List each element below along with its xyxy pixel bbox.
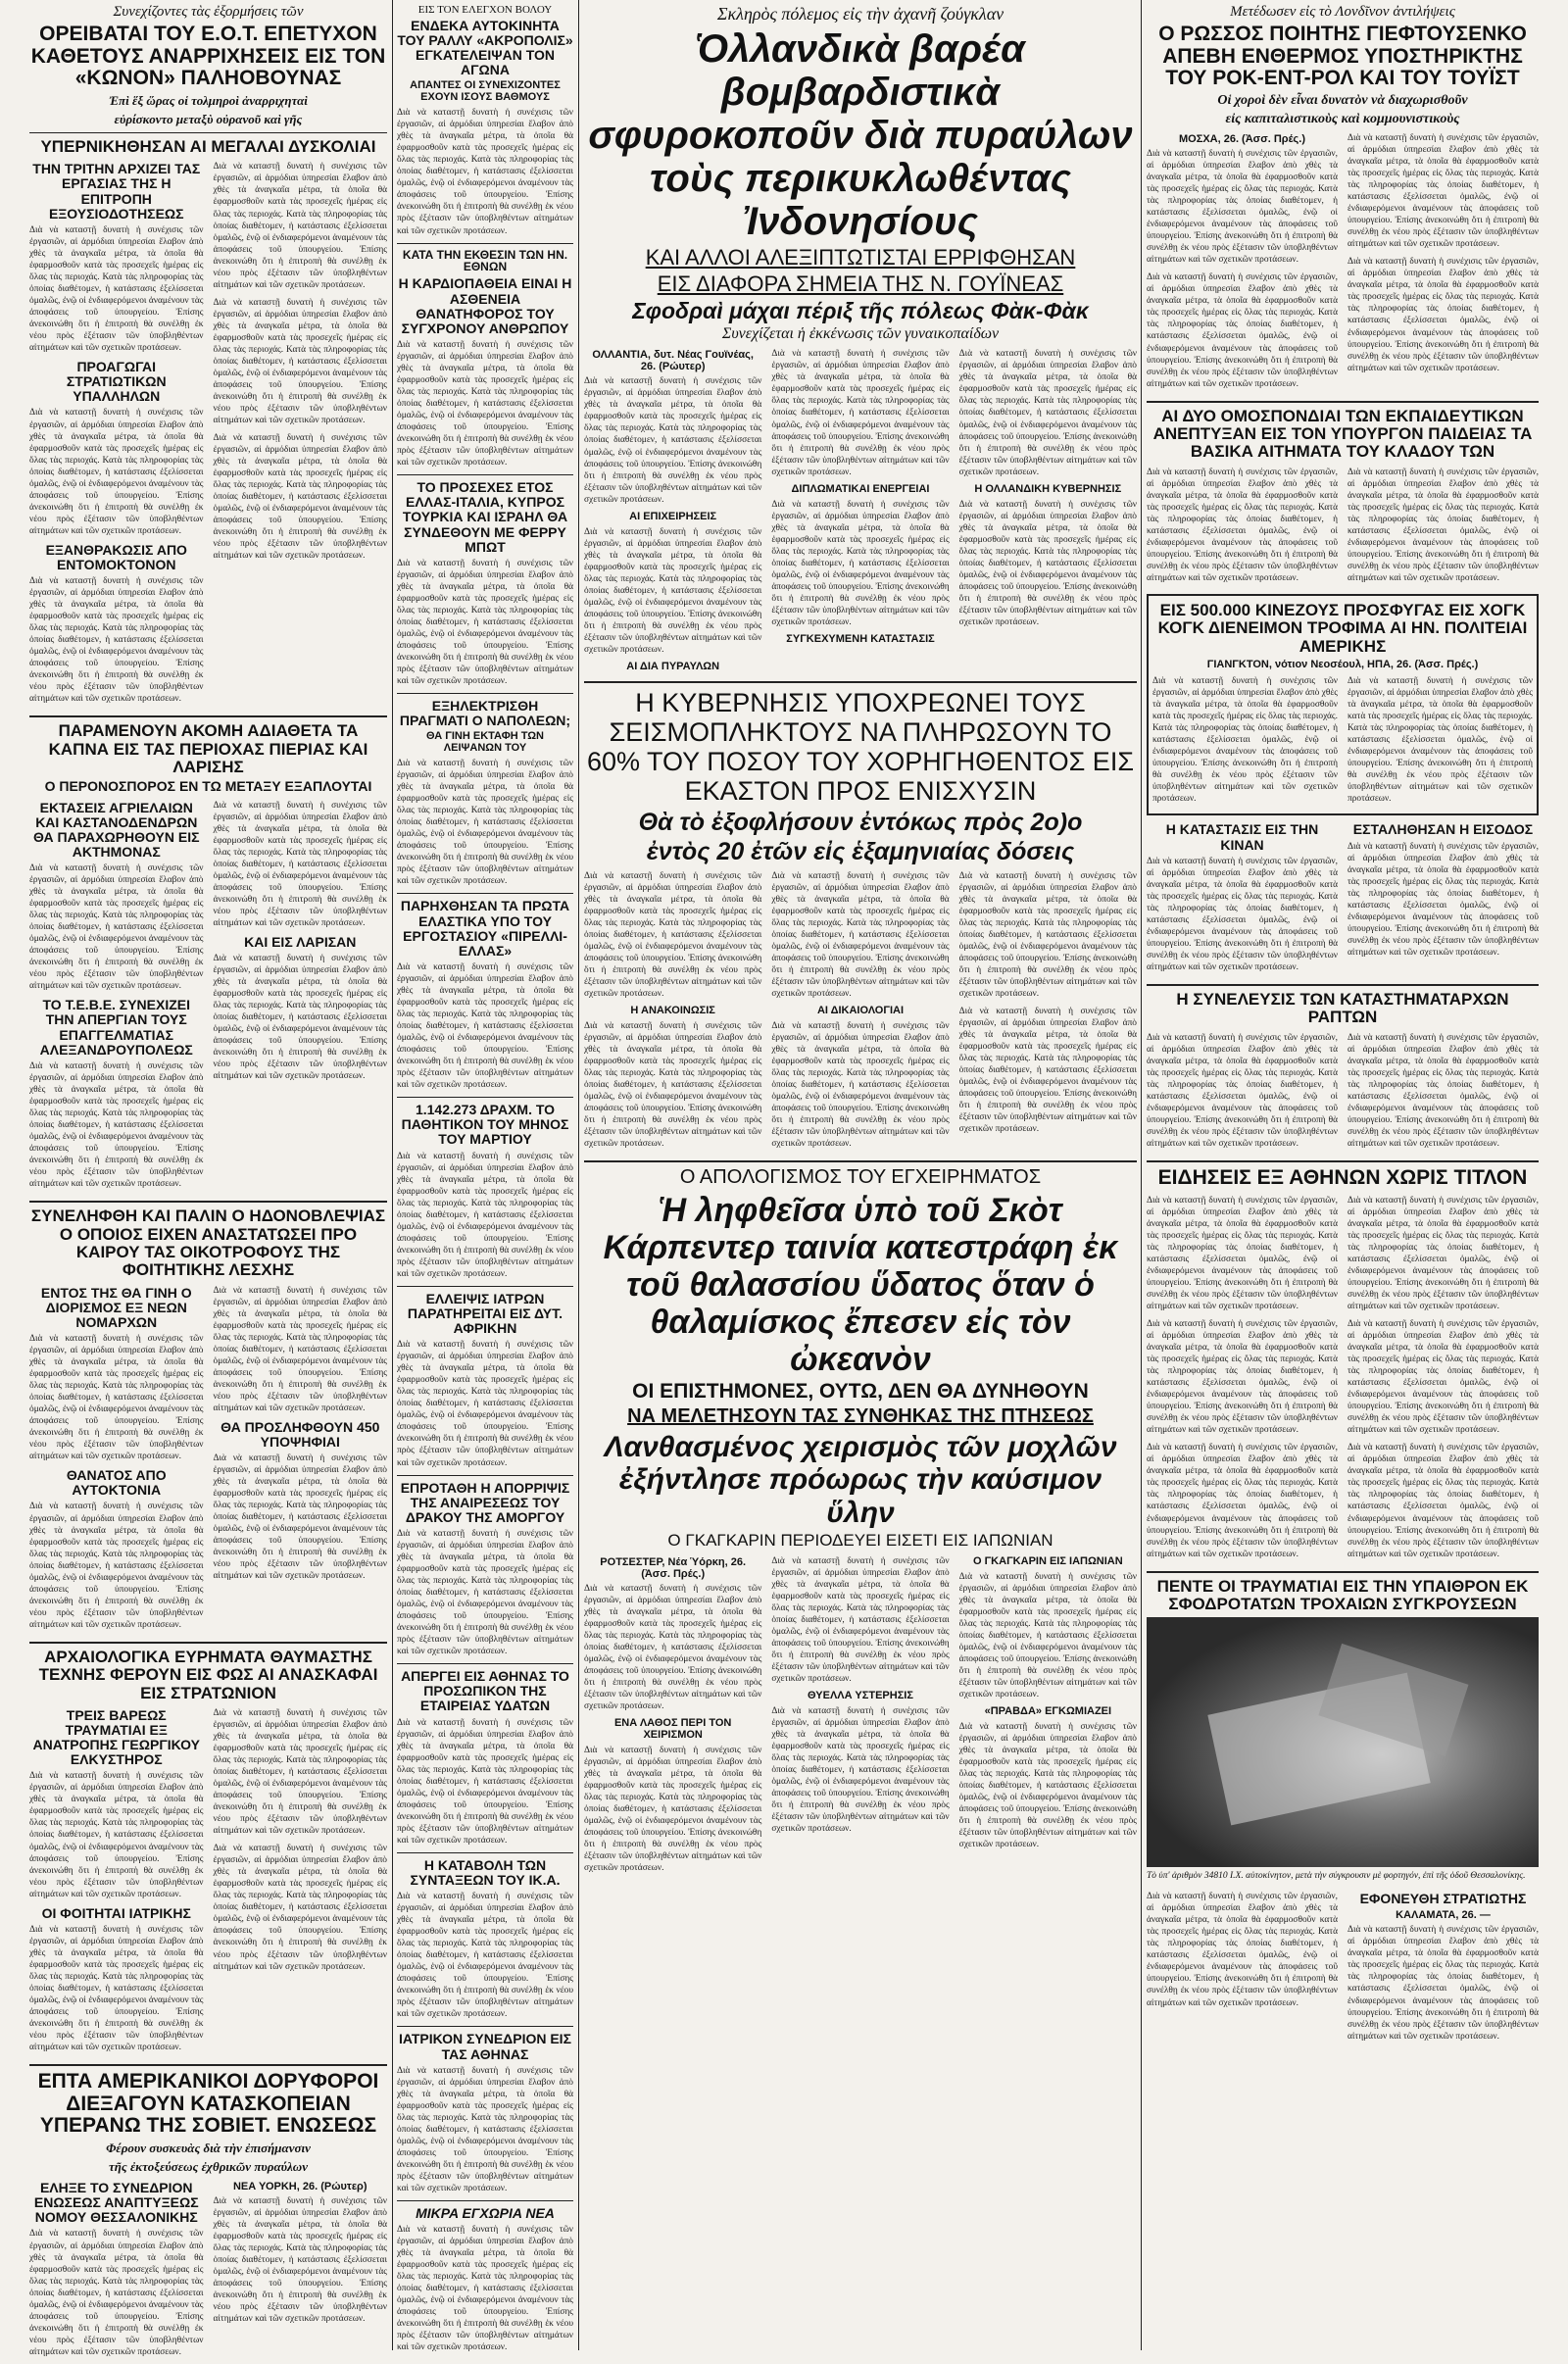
- section: [1147, 819, 1539, 979]
- subheadline: Ἐπὶ ἕξ ὥρας οἱ τολμηροὶ ἀναρριχηταὶ: [109, 93, 308, 109]
- article-body: Διὰ νὰ καταστῇ δυνατὴ ἡ συνέχισις τῶν ἐργασιῶν, αἱ ἁρμόδιαι ὑπηρεσίαι ἔλαβον ἀπὸ χθὲς τὰ ἀναγκαῖα μέτρα, τὰ ὁποῖα θὰ ἐφαρμοσθοῦν κατὰ τὰς προσεχεῖς ἡμέρας εἰς ὅλας τὰς περιοχάς. Κατὰ τὰς πληροφορίας τὰς ὁποίας διαθέτομεν, ἡ κατάστασις ἐξελίσσεται ὁμαλῶς, ἐνῷ οἱ ἐνδιαφερόμενοι ἀναμένουν τὰς ἀποφάσεις τοῦ ὑπουργείου. Ἐπίσης ἀνεκοινώθη ὅτι ἡ ἐπιτροπὴ θὰ συνέλθῃ ἐκ νέου πρὸς ἐξέτασιν τῶν ὑποβληθέντων αἰτημάτων καὶ τῶν σχετικῶν προτάσεων.: [397, 1717, 573, 1846]
- article-body: Διὰ νὰ καταστῇ δυνατὴ ἡ συνέχισις τῶν ἐργασιῶν, αἱ ἁρμόδιαι ὑπηρεσίαι ἔλαβον ἀπὸ χθὲς τὰ ἀναγκαῖα μέτρα, τὰ ὁποῖα θὰ ἐφαρμοσθοῦν κατὰ τὰς προσεχεῖς ἡμέρας εἰς ὅλας τὰς περιοχάς. Κατὰ τὰς πληροφορίας τὰς ὁποίας διαθέτομεν, ἡ κατάστασις ἐξελίσσεται ὁμαλῶς, ἐνῷ οἱ ἐνδιαφερόμενοι ἀναμένουν τὰς ἀποφάσεις τοῦ ὑπουργείου. Ἐπίσης ἀνεκοινώθη ὅτι ἡ ἐπιτροπὴ θὰ συνέλθῃ ἐκ νέου πρὸς ἐξέτασιν τῶν ὑποβληθέντων αἰτημάτων καὶ τῶν σχετικῶν προτάσεων.: [771, 1705, 950, 1835]
- article-title: ΕΙΔΗΣΕΙΣ ΕΞ ΑΘΗΝΩΝ ΧΩΡΙΣ ΤΙΤΛΟΝ: [1157, 1166, 1528, 1190]
- article-body: Διὰ νὰ καταστῇ δυνατὴ ἡ συνέχισις τῶν ἐργασιῶν, αἱ ἁρμόδιαι ὑπηρεσίαι ἔλαβον ἀπὸ χθὲς τὰ ἀναγκαῖα μέτρα, τὰ ὁποῖα θὰ ἐφαρμοσθοῦν κατὰ τὰς προσεχεῖς ἡμέρας εἰς ὅλας τὰς περιοχάς. Κατὰ τὰς πληροφορίας τὰς ὁποίας διαθέτομεν, ἡ κατάστασις ἐξελίσσεται ὁμαλῶς, ἐνῷ οἱ ἐνδιαφερόμενοι ἀναμένουν τὰς ἀποφάσεις τοῦ ὑπουργείου. Ἐπίσης ἀνεκοινώθη ὅτι ἡ ἐπιτροπὴ θὰ συνέλθῃ ἐκ νέου πρὸς ἐξέτασιν τῶν ὑποβληθέντων αἰτημάτων καὶ τῶν σχετικῶν προτάσεων.: [397, 1892, 573, 2020]
- article-body: Διὰ νὰ καταστῇ δυνατὴ ἡ συνέχισις τῶν ἐργασιῶν, αἱ ἁρμόδιαι ὑπηρεσίαι ἔλαβον ἀπὸ χθὲς τὰ ἀναγκαῖα μέτρα, τὰ ὁποῖα θὰ ἐφαρμοσθοῦν κατὰ τὰς προσεχεῖς ἡμέρας εἰς ὅλας τὰς περιοχάς. Κατὰ τὰς πληροφορίας τὰς ὁποίας διαθέτομεν, ἡ κατάστασις ἐξελίσσεται ὁμαλῶς, ἐνῷ οἱ ἐνδιαφερόμενοι ἀναμένουν τὰς ἀποφάσεις τοῦ ὑπουργείου. Ἐπίσης ἀνεκοινώθη ὅτι ἡ ἐπιτροπὴ θὰ συνέλθῃ ἐκ νέου πρὸς ἐξέτασιν τῶν ὑποβληθέντων αἰτημάτων καὶ τῶν σχετικῶν προτάσεων.: [1348, 1925, 1539, 2042]
- section: [1147, 465, 1539, 590]
- divider: [397, 243, 573, 244]
- subheadline: ΕΙΣ ΔΙΑΦΟΡΑ ΣΗΜΕΙΑ ΤΗΣ Ν. ΓΟΥΪΝΕΑΣ: [657, 271, 1064, 296]
- article-body: Διὰ νὰ καταστῇ δυνατὴ ἡ συνέχισις τῶν ἐργασιῶν, αἱ ἁρμόδιαι ὑπηρεσίαι ἔλαβον ἀπὸ χθὲς τὰ ἀναγκαῖα μέτρα, τὰ ὁποῖα θὰ ἐφαρμοσθοῦν κατὰ τὰς προσεχεῖς ἡμέρας εἰς ὅλας τὰς περιοχάς. Κατὰ τὰς πληροφορίας τὰς ὁποίας διαθέτομεν, ἡ κατάστασις ἐξελίσσεται ὁμαλῶς, ἐνῷ οἱ ἐνδιαφερόμενοι ἀναμένουν τὰς ἀποφάσεις τοῦ ὑπουργείου. Ἐπίσης ἀνεκοινώθη ὅτι ἡ ἐπιτροπὴ θὰ συνέλθῃ ἐκ νέου πρὸς ἐξέτασιν τῶν ὑποβληθέντων αἰτημάτων καὶ τῶν σχετικῶν προτάσεων.: [29, 1502, 204, 1630]
- article-title: ΠΑΡΑΜΕΝΟΥΝ ΑΚΟΜΗ ΑΔΙΑΘΕΤΑ ΤΑ ΚΑΠΝΑ ΕΙΣ ΤΑΣ ΠΕΡΙΟΧΑΣ ΠΙΕΡΙΑΣ ΚΑΙ ΛΑΡΙΣΗΣ: [48, 721, 368, 777]
- article-title: ΕΦΟΝΕΥΘΗ ΣΤΡΑΤΙΩΤΗΣ: [1359, 1891, 1527, 1907]
- divider: [397, 1663, 573, 1664]
- article-title: ΕΞΑΝΘΡΑΚΩΣΙΣ ΑΠΟ ΕΝΤΟΜΟΚΤΟΝΟΝ: [45, 541, 187, 572]
- article-subtitle: ΣΥΓΚΕΧΥΜΕΝΗ ΚΑΤΑΣΤΑΣΙΣ: [786, 632, 935, 645]
- article-body: Διὰ νὰ καταστῇ δυνατὴ ἡ συνέχισις τῶν ἐργασιῶν, αἱ ἁρμόδιαι ὑπηρεσίαι ἔλαβον ἀπὸ χθὲς τὰ ἀναγκαῖα μέτρα, τὰ ὁποῖα θὰ ἐφαρμοσθοῦν κατὰ τὰς προσεχεῖς ἡμέρας εἰς ὅλας τὰς περιοχάς. Κατὰ τὰς πληροφορίας τὰς ὁποίας διαθέτομεν, ἡ κατάστασις ἐξελίσσεται ὁμαλῶς, ἐνῷ οἱ ἐνδιαφερόμενοι ἀναμένουν τὰς ἀποφάσεις τοῦ ὑπουργείου. Ἐπίσης ἀνεκοινώθη ὅτι ἡ ἐπιτροπὴ θὰ συνέλθῃ ἐκ νέου πρὸς ἐξέτασιν τῶν ὑποβληθέντων αἰτημάτων καὶ τῶν σχετικῶν προτάσεων.: [397, 108, 573, 236]
- article-body: Διὰ νὰ καταστῇ δυνατὴ ἡ συνέχισις τῶν ἐργασιῶν, αἱ ἁρμόδιαι ὑπηρεσίαι ἔλαβον ἀπὸ χθὲς τὰ ἀναγκαῖα μέτρα, τὰ ὁποῖα θὰ ἐφαρμοσθοῦν κατὰ τὰς προσεχεῖς ἡμέρας εἰς ὅλας τὰς περιοχάς. Κατὰ τὰς πληροφορίας τὰς ὁποίας διαθέτομεν, ἡ κατάστασις ἐξελίσσεται ὁμαλῶς, ἐνῷ οἱ ἐνδιαφερόμενοι ἀναμένουν τὰς ἀποφάσεις τοῦ ὑπουργείου. Ἐπίσης ἀνεκοινώθη ὅτι ἡ ἐπιτροπὴ θὰ συνέλθῃ ἐκ νέου πρὸς ἐξέτασιν τῶν ὑποβληθέντων αἰτημάτων καὶ τῶν σχετικῶν προτάσεων.: [29, 408, 204, 536]
- article-title: ΣΥΝΕΛΗΦΘΗ ΚΑΙ ΠΑΛΙΝ Ο ΗΔΟΝΟΒΛΕΨΙΑΣ Ο ΟΠΟΙΟΣ ΕΙΧΕΝ ΑΝΑΣΤΑΤΩΣΕΙ ΠΡΟ ΚΑΙΡΟΥ ΤΑΣ ΟΙΚΟΤΡΟΦΟΥΣ ΤΗΣ ΦΟΙΤΗΤΙΚΗΣ ΛΕΣΧΗΣ: [30, 1207, 386, 1280]
- article-body: Διὰ νὰ καταστῇ δυνατὴ ἡ συνέχισις τῶν ἐργασιῶν, αἱ ἁρμόδιαι ὑπηρεσίαι ἔλαβον ἀπὸ χθὲς τὰ ἀναγκαῖα μέτρα, τὰ ὁποῖα θὰ ἐφαρμοσθοῦν κατὰ τὰς προσεχεῖς ἡμέρας εἰς ὅλας τὰς περιοχάς. Κατὰ τὰς πληροφορίας τὰς ὁποίας διαθέτομεν, ἡ κατάστασις ἐξελίσσεται ὁμαλῶς, ἐνῷ οἱ ἐνδιαφερόμενοι ἀναμένουν τὰς ἀποφάσεις τοῦ ὑπουργείου. Ἐπίσης ἀνεκοινώθη ὅτι ἡ ἐπιτροπὴ θὰ συνέλθῃ ἐκ νέου πρὸς ἐξέτασιν τῶν ὑποβληθέντων αἰτημάτων καὶ τῶν σχετικῶν προτάσεων.: [397, 339, 573, 468]
- divider: [397, 1475, 573, 1476]
- column-4: [1147, 0, 1539, 2350]
- article-title: ΕΛΗΞΕ ΤΟ ΣΥΝΕΔΡΙΟΝ ΕΝΩΣΕΩΣ ΑΝΑΠΤΥΞΕΩΣ ΝΟΜΟΥ ΘΕΣΣΑΛΟΝΙΚΗΣ: [33, 2180, 199, 2226]
- article-body: Διὰ νὰ καταστῇ δυνατὴ ἡ συνέχισις τῶν ἐργασιῶν, αἱ ἁρμόδιαι ὑπηρεσίαι ἔλαβον ἀπὸ χθὲς τὰ ἀναγκαῖα μέτρα, τὰ ὁποῖα θὰ ἐφαρμοσθοῦν κατὰ τὰς προσεχεῖς ἡμέρας εἰς ὅλας τὰς περιοχάς. Κατὰ τὰς πληροφορίας τὰς ὁποίας διαθέτομεν, ἡ κατάστασις ἐξελίσσεται ὁμαλῶς, ἐνῷ οἱ ἐνδιαφερόμενοι ἀναμένουν τὰς ἀποφάσεις τοῦ ὑπουργείου. Ἐπίσης ἀνεκοινώθη ὅτι ἡ ἐπιτροπὴ θὰ συνέλθῃ ἐκ νέου πρὸς ἐξέτασιν τῶν ὑποβληθέντων αἰτημάτων καὶ τῶν σχετικῶν προτάσεων.: [1348, 676, 1533, 805]
- section: [1147, 1030, 1539, 1156]
- divider: [1147, 984, 1539, 986]
- divider: [397, 2026, 573, 2027]
- divider: [29, 2064, 387, 2066]
- divider: [29, 1642, 387, 1644]
- section: [29, 1705, 387, 2059]
- divider: [397, 2200, 573, 2201]
- article-body: Διὰ νὰ καταστῇ δυνατὴ ἡ συνέχισις τῶν ἐργασιῶν, αἱ ἁρμόδιαι ὑπηρεσίαι ἔλαβον ἀπὸ χθὲς τὰ ἀναγκαῖα μέτρα, τὰ ὁποῖα θὰ ἐφαρμοσθοῦν κατὰ τὰς προσεχεῖς ἡμέρας εἰς ὅλας τὰς περιοχάς. Κατὰ τὰς πληροφορίας τὰς ὁποίας διαθέτομεν, ἡ κατάστασις ἐξελίσσεται ὁμαλῶς, ἐνῷ οἱ ἐνδιαφερόμενοι ἀναμένουν τὰς ἀποφάσεις τοῦ ὑπουργείου. Ἐπίσης ἀνεκοινώθη ὅτι ἡ ἐπιτροπὴ θὰ συνέλθῃ ἐκ νέου πρὸς ἐξέτασιν τῶν ὑποβληθέντων αἰτημάτων καὶ τῶν σχετικῶν προτάσεων.: [213, 1453, 387, 1582]
- subheadline: ΟΙ ΕΠΙΣΤΗΜΟΝΕΣ, ΟΥΤΩ, ΔΕΝ ΘΑ ΔΥΝΗΘΟΥΝ: [632, 1380, 1089, 1404]
- divider: [397, 1852, 573, 1853]
- divider: [29, 132, 387, 133]
- article-body: Διὰ νὰ καταστῇ δυνατὴ ἡ συνέχισις τῶν ἐργασιῶν, αἱ ἁρμόδιαι ὑπηρεσίαι ἔλαβον ἀπὸ χθὲς τὰ ἀναγκαῖα μέτρα, τὰ ὁποῖα θὰ ἐφαρμοσθοῦν κατὰ τὰς προσεχεῖς ἡμέρας εἰς ὅλας τὰς περιοχάς. Κατὰ τὰς πληροφορίας τὰς ὁποίας διαθέτομεν, ἡ κατάστασις ἐξελίσσεται ὁμαλῶς, ἐνῷ οἱ ἐνδιαφερόμενοι ἀναμένουν τὰς ἀποφάσεις τοῦ ὑπουργείου. Ἐπίσης ἀνεκοινώθη ὅτι ἡ ἐπιτροπὴ θὰ συνέλθῃ ἐκ νέου πρὸς ἐξέτασιν τῶν ὑποβληθέντων αἰτημάτων καὶ τῶν σχετικῶν προτάσεων.: [1348, 1195, 1539, 1311]
- divider: [584, 681, 1137, 683]
- article-body: Διὰ νὰ καταστῇ δυνατὴ ἡ συνέχισις τῶν ἐργασιῶν, αἱ ἁρμόδιαι ὑπηρεσίαι ἔλαβον ἀπὸ χθὲς τὰ ἀναγκαῖα μέτρα, τὰ ὁποῖα θὰ ἐφαρμοσθοῦν κατὰ τὰς προσεχεῖς ἡμέρας εἰς ὅλας τὰς περιοχάς. Κατὰ τὰς πληροφορίας τὰς ὁποίας διαθέτομεν, ἡ κατάστασις ἐξελίσσεται ὁμαλῶς, ἐνῷ οἱ ἐνδιαφερόμενοι ἀναμένουν τὰς ἀποφάσεις τοῦ ὑπουργείου. Ἐπίσης ἀνεκοινώθη ὅτι ἡ ἐπιτροπὴ θὰ συνέλθῃ ἐκ νέου πρὸς ἐξέτασιν τῶν ὑποβληθέντων αἰτημάτων καὶ τῶν σχετικῶν προτάσεων.: [213, 297, 387, 426]
- article-body: Διὰ νὰ καταστῇ δυνατὴ ἡ συνέχισις τῶν ἐργασιῶν, αἱ ἁρμόδιαι ὑπηρεσίαι ἔλαβον ἀπὸ χθὲς τὰ ἀναγκαῖα μέτρα, τὰ ὁποῖα θὰ ἐφαρμοσθοῦν κατὰ τὰς προσεχεῖς ἡμέρας εἰς ὅλας τὰς περιοχάς. Κατὰ τὰς πληροφορίας τὰς ὁποίας διαθέτομεν, ἡ κατάστασις ἐξελίσσεται ὁμαλῶς, ἐνῷ οἱ ἐνδιαφερόμενοι ἀναμένουν τὰς ἀποφάσεις τοῦ ὑπουργείου. Ἐπίσης ἀνεκοινώθη ὅτι ἡ ἐπιτροπὴ θὰ συνέλθῃ ἐκ νέου πρὸς ἐξέτασιν τῶν ὑποβληθέντων αἰτημάτων καὶ τῶν σχετικῶν προτάσεων.: [1348, 133, 1539, 250]
- boxed-article: [1147, 594, 1539, 815]
- article-body: Διὰ νὰ καταστῇ δυνατὴ ἡ συνέχισις τῶν ἐργασιῶν, αἱ ἁρμόδιαι ὑπηρεσίαι ἔλαβον ἀπὸ χθὲς τὰ ἀναγκαῖα μέτρα, τὰ ὁποῖα θὰ ἐφαρμοσθοῦν κατὰ τὰς προσεχεῖς ἡμέρας εἰς ὅλας τὰς περιοχάς. Κατὰ τὰς πληροφορίας τὰς ὁποίας διαθέτομεν, ἡ κατάστασις ἐξελίσσεται ὁμαλῶς, ἐνῷ οἱ ἐνδιαφερόμενοι ἀναμένουν τὰς ἀποφάσεις τοῦ ὑπουργείου. Ἐπίσης ἀνεκοινώθη ὅτι ἡ ἐπιτροπὴ θὰ συνέλθῃ ἐκ νέου πρὸς ἐξέτασιν τῶν ὑποβληθέντων αἰτημάτων καὶ τῶν σχετικῶν προτάσεων.: [397, 2065, 573, 2193]
- article-body: Διὰ νὰ καταστῇ δυνατὴ ἡ συνέχισις τῶν ἐργασιῶν, αἱ ἁρμόδιαι ὑπηρεσίαι ἔλαβον ἀπὸ χθὲς τὰ ἀναγκαῖα μέτρα, τὰ ὁποῖα θὰ ἐφαρμοσθοῦν κατὰ τὰς προσεχεῖς ἡμέρας εἰς ὅλας τὰς περιοχάς. Κατὰ τὰς πληροφορίας τὰς ὁποίας διαθέτομεν, ἡ κατάστασις ἐξελίσσεται ὁμαλῶς, ἐνῷ οἱ ἐνδιαφερόμενοι ἀναμένουν τὰς ἀποφάσεις τοῦ ὑπουργείου. Ἐπίσης ἀνεκοινώθη ὅτι ἡ ἐπιτροπὴ θὰ συνέλθῃ ἐκ νέου πρὸς ἐξέτασιν τῶν ὑποβληθέντων αἰτημάτων καὶ τῶν σχετικῶν προτάσεων.: [397, 961, 573, 1091]
- article-body: Διὰ νὰ καταστῇ δυνατὴ ἡ συνέχισις τῶν ἐργασιῶν, αἱ ἁρμόδιαι ὑπηρεσίαι ἔλαβον ἀπὸ χθὲς τὰ ἀναγκαῖα μέτρα, τὰ ὁποῖα θὰ ἐφαρμοσθοῦν κατὰ τὰς προσεχεῖς ἡμέρας εἰς ὅλας τὰς περιοχάς. Κατὰ τὰς πληροφορίας τὰς ὁποίας διαθέτομεν, ἡ κατάστασις ἐξελίσσεται ὁμαλῶς, ἐνῷ οἱ ἐνδιαφερόμενοι ἀναμένουν τὰς ἀποφάσεις τοῦ ὑπουργείου. Ἐπίσης ἀνεκοινώθη ὅτι ἡ ἐπιτροπὴ θὰ συνέλθῃ ἐκ νέου πρὸς ἐξέτασιν τῶν ὑποβληθέντων αἰτημάτων καὶ τῶν σχετικῶν προτάσεων.: [213, 162, 387, 290]
- article-title: ΑΠΕΡΓΕΙ ΕΙΣ ΑΘΗΝΑΣ ΤΟ ΠΡΟΣΩΠΙΚΟΝ ΤΗΣ ΕΤΑΙΡΕΙΑΣ ΥΔΑΤΩΝ: [401, 1668, 569, 1714]
- divider: [397, 693, 573, 694]
- article-subtitle: ΑΙ ΔΙΚΑΙΟΛΟΓΙΑΙ: [816, 1005, 905, 1017]
- article-body: Διὰ νὰ καταστῇ δυνατὴ ἡ συνέχισις τῶν ἐργασιῶν, αἱ ἁρμόδιαι ὑπηρεσίαι ἔλαβον ἀπὸ χθὲς τὰ ἀναγκαῖα μέτρα, τὰ ὁποῖα θὰ ἐφαρμοσθοῦν κατὰ τὰς προσεχεῖς ἡμέρας εἰς ὅλας τὰς περιοχάς. Κατὰ τὰς πληροφορίας τὰς ὁποίας διαθέτομεν, ἡ κατάστασις ἐξελίσσεται ὁμαλῶς, ἐνῷ οἱ ἐνδιαφερόμενοι ἀναμένουν τὰς ἀποφάσεις τοῦ ὑπουργείου. Ἐπίσης ἀνεκοινώθη ὅτι ἡ ἐπιτροπὴ θὰ συνέλθῃ ἐκ νέου πρὸς ἐξέτασιν τῶν ὑποβληθέντων αἰτημάτων καὶ τῶν σχετικῶν προτάσεων.: [1147, 272, 1338, 389]
- subheadline: Σφοδραὶ μάχαι πέριξ τῆς πόλεως Φὰκ-Φὰκ: [632, 297, 1089, 323]
- dateline: ΜΟΣΧΑ, 26. (Ἀσσ. Πρές.): [1179, 133, 1305, 146]
- article-body: Διὰ νὰ καταστῇ δυνατὴ ἡ συνέχισις τῶν ἐργασιῶν, αἱ ἁρμόδιαι ὑπηρεσίαι ἔλαβον ἀπὸ χθὲς τὰ ἀναγκαῖα μέτρα, τὰ ὁποῖα θὰ ἐφαρμοσθοῦν κατὰ τὰς προσεχεῖς ἡμέρας εἰς ὅλας τὰς περιοχάς. Κατὰ τὰς πληροφορίας τὰς ὁποίας διαθέτομεν, ἡ κατάστασις ἐξελίσσεται ὁμαλῶς, ἐνῷ οἱ ἐνδιαφερόμενοι ἀναμένουν τὰς ἀποφάσεις τοῦ ὑπουργείου. Ἐπίσης ἀνεκοινώθη ὅτι ἡ ἐπιτροπὴ θὰ συνέλθῃ ἐκ νέου πρὸς ἐξέτασιν τῶν ὑποβληθέντων αἰτημάτων καὶ τῶν σχετικῶν προτάσεων.: [1348, 1443, 1539, 1559]
- article-title: ΕΚΤΑΣΕΙΣ ΑΓΡΙΕΛΑΙΩΝ ΚΑΙ ΚΑΣΤΑΝΟΔΕΝΔΡΩΝ ΘΑ ΠΑΡΑΧΩΡΗΘΟΥΝ ΕΙΣ ΑΚΤΗΜΟΝΑΣ: [32, 799, 200, 860]
- article-body: Διὰ νὰ καταστῇ δυνατὴ ἡ συνέχισις τῶν ἐργασιῶν, αἱ ἁρμόδιαι ὑπηρεσίαι ἔλαβον ἀπὸ χθὲς τὰ ἀναγκαῖα μέτρα, τὰ ὁποῖα θὰ ἐφαρμοσθοῦν κατὰ τὰς προσεχεῖς ἡμέρας εἰς ὅλας τὰς περιοχάς. Κατὰ τὰς πληροφορίας τὰς ὁποίας διαθέτομεν, ἡ κατάστασις ἐξελίσσεται ὁμαλῶς, ἐνῷ οἱ ἐνδιαφερόμενοι ἀναμένουν τὰς ἀποφάσεις τοῦ ὑπουργείου. Ἐπίσης ἀνεκοινώθη ὅτι ἡ ἐπιτροπὴ θὰ συνέλθῃ ἐκ νέου πρὸς ἐξέτασιν τῶν ὑποβληθέντων αἰτημάτων καὶ τῶν σχετικῶν προτάσεων.: [1147, 1319, 1338, 1436]
- photo-caption: Τὸ ὑπ' ἀριθμὸν 34810 Ι.Χ. αὐτοκίνητον, μετὰ τὴν σύγκρουσιν μὲ φορτηγόν, ἐπὶ τῆς ὁδοῦ Θεσσαλονίκης.: [1147, 1871, 1526, 1882]
- article-subtitle: «ΠΡΑΒΔΑ» ΕΓΚΩΜΙΑΖΕΙ: [984, 1704, 1112, 1717]
- section: [1152, 673, 1533, 811]
- article-body: Διὰ νὰ καταστῇ δυνατὴ ἡ συνέχισις τῶν ἐργασιῶν, αἱ ἁρμόδιαι ὑπηρεσίαι ἔλαβον ἀπὸ χθὲς τὰ ἀναγκαῖα μέτρα, τὰ ὁποῖα θὰ ἐφαρμοσθοῦν κατὰ τὰς προσεχεῖς ἡμέρας εἰς ὅλας τὰς περιοχάς. Κατὰ τὰς πληροφορίας τὰς ὁποίας διαθέτομεν, ἡ κατάστασις ἐξελίσσεται ὁμαλῶς, ἐνῷ οἱ ἐνδιαφερόμενοι ἀναμένουν τὰς ἀποφάσεις τοῦ ὑπουργείου. Ἐπίσης ἀνεκοινώθη ὅτι ἡ ἐπιτροπὴ θὰ συνέλθῃ ἐκ νέου πρὸς ἐξέτασιν τῶν ὑποβληθέντων αἰτημάτων καὶ τῶν σχετικῶν προτάσεων.: [397, 1151, 573, 1279]
- article-title: ΤΗΝ ΤΡΙΤΗΝ ΑΡΧΙΖΕΙ ΤΑΣ ΕΡΓΑΣΙΑΣ ΤΗΣ Η ΕΠΙΤΡΟΠΗ ΕΞΟΥΣΙΟΔΟΤΗΣΕΩΣ: [32, 161, 201, 222]
- headline: Ο ΡΩΣΣΟΣ ΠΟΙΗΤΗΣ ΓΙΕΦΤΟΥΣΕΝΚΟ ΑΠΕΒΗ ΕΝΘΕΡΜΟΣ ΥΠΟΣΤΗΡΙΚΤΗΣ ΤΟΥ ΡΟΚ-ΕΝΤ-ΡΟΛ ΚΑΙ ΤΟΥ ΤΟΥΪΣΤ: [1158, 23, 1527, 90]
- article-subtitle: Η ΑΝΑΚΟΙΝΩΣΙΣ: [630, 1005, 715, 1017]
- article-body: Διὰ νὰ καταστῇ δυνατὴ ἡ συνέχισις τῶν ἐργασιῶν, αἱ ἁρμόδιαι ὑπηρεσίαι ἔλαβον ἀπὸ χθὲς τὰ ἀναγκαῖα μέτρα, τὰ ὁποῖα θὰ ἐφαρμοσθοῦν κατὰ τὰς προσεχεῖς ἡμέρας εἰς ὅλας τὰς περιοχάς. Κατὰ τὰς πληροφορίας τὰς ὁποίας διαθέτομεν, ἡ κατάστασις ἐξελίσσεται ὁμαλῶς, ἐνῷ οἱ ἐνδιαφερόμενοι ἀναμένουν τὰς ἀποφάσεις τοῦ ὑπουργείου. Ἐπίσης ἀνεκοινώθη ὅτι ἡ ἐπιτροπὴ θὰ συνέλθῃ ἐκ νέου πρὸς ἐξέτασιν τῶν ὑποβληθέντων αἰτημάτων καὶ τῶν σχετικῶν προτάσεων.: [29, 1924, 204, 2053]
- article-title: ΜΙΚΡΑ ΕΓΧΩΡΙΑ ΝΕΑ: [416, 2205, 555, 2222]
- kicker: Συνεχίζοντες τὰς ἐξορμήσεις τῶν: [113, 4, 304, 20]
- headline: Ἡ ληφθεῖσα ὑπὸ τοῦ Σκὸτ Κάρπεντερ ταινία κατεστράφη ἐκ τοῦ θαλασσίου ὕδατος ὅταν ὁ θαλαμίσκος ἔπεσεν εἰς τὸν ὠκεανὸν: [603, 1191, 1118, 1379]
- section: [29, 1283, 387, 1637]
- article-subtitle: ΔΙΠΛΩΜΑΤΙΚΑΙ ΕΝΕΡΓΕΙΑΙ: [791, 482, 930, 495]
- article-title: ΘΑΝΑΤΟΣ ΑΠΟ ΑΥΤΟΚΤΟΝΙΑ: [66, 1467, 167, 1499]
- headline: Ὁλλανδικὰ βαρέα βομβαρδιστικὰ σφυροκοποῦν διὰ πυραύλων τοὺς περικυκλωθέντας Ἰνδονησίους: [588, 27, 1133, 243]
- article-subtitle: Ο ΠΕΡΟΝΟΣΠΟΡΟΣ ΕΝ ΤΩ ΜΕΤΑΞΥ ΕΞΑΠΛΟΥΤΑΙ: [44, 778, 372, 795]
- article-body: Διὰ νὰ καταστῇ δυνατὴ ἡ συνέχισις τῶν ἐργασιῶν, αἱ ἁρμόδιαι ὑπηρεσίαι ἔλαβον ἀπὸ χθὲς τὰ ἀναγκαῖα μέτρα, τὰ ὁποῖα θὰ ἐφαρμοσθοῦν κατὰ τὰς προσεχεῖς ἡμέρας εἰς ὅλας τὰς περιοχάς. Κατὰ τὰς πληροφορίας τὰς ὁποίας διαθέτομεν, ἡ κατάστασις ἐξελίσσεται ὁμαλῶς, ἐνῷ οἱ ἐνδιαφερόμενοι ἀναμένουν τὰς ἀποφάσεις τοῦ ὑπουργείου. Ἐπίσης ἀνεκοινώθη ὅτι ἡ ἐπιτροπὴ θὰ συνέλθῃ ἐκ νέου πρὸς ἐξέτασιν τῶν ὑποβληθέντων αἰτημάτων καὶ τῶν σχετικῶν προτάσεων.: [1348, 841, 1539, 958]
- article-title: Η ΚΑΤΑΣΤΑΣΙΣ ΕΙΣ ΤΗΝ ΚΙΝΑΝ: [1165, 821, 1319, 853]
- article-body: Διὰ νὰ καταστῇ δυνατὴ ἡ συνέχισις τῶν ἐργασιῶν, αἱ ἁρμόδιαι ὑπηρεσίαι ἔλαβον ἀπὸ χθὲς τὰ ἀναγκαῖα μέτρα, τὰ ὁποῖα θὰ ἐφαρμοσθοῦν κατὰ τὰς προσεχεῖς ἡμέρας εἰς ὅλας τὰς περιοχάς. Κατὰ τὰς πληροφορίας τὰς ὁποίας διαθέτομεν, ἡ κατάστασις ἐξελίσσεται ὁμαλῶς, ἐνῷ οἱ ἐνδιαφερόμενοι ἀναμένουν τὰς ἀποφάσεις τοῦ ὑπουργείου. Ἐπίσης ἀνεκοινώθη ὅτι ἡ ἐπιτροπὴ θὰ συνέλθῃ ἐκ νέου πρὸς ἐξέτασιν τῶν ὑποβληθέντων αἰτημάτων καὶ τῶν σχετικῶν προτάσεων.: [29, 863, 204, 992]
- article-body: Διὰ νὰ καταστῇ δυνατὴ ἡ συνέχισις τῶν ἐργασιῶν, αἱ ἁρμόδιαι ὑπηρεσίαι ἔλαβον ἀπὸ χθὲς τὰ ἀναγκαῖα μέτρα, τὰ ὁποῖα θὰ ἐφαρμοσθοῦν κατὰ τὰς προσεχεῖς ἡμέρας εἰς ὅλας τὰς περιοχάς. Κατὰ τὰς πληροφορίας τὰς ὁποίας διαθέτομεν, ἡ κατάστασις ἐξελίσσεται ὁμαλῶς, ἐνῷ οἱ ἐνδιαφερόμενοι ἀναμένουν τὰς ἀποφάσεις τοῦ ὑπουργείου. Ἐπίσης ἀνεκοινώθη ὅτι ἡ ἐπιτροπὴ θὰ συνέλθῃ ἐκ νέου πρὸς ἐξέτασιν τῶν ὑποβληθέντων αἰτημάτων καὶ τῶν σχετικῶν προτάσεων.: [1147, 1443, 1338, 1559]
- article-body: Διὰ νὰ καταστῇ δυνατὴ ἡ συνέχισις τῶν ἐργασιῶν, αἱ ἁρμόδιαι ὑπηρεσίαι ἔλαβον ἀπὸ χθὲς τὰ ἀναγκαῖα μέτρα, τὰ ὁποῖα θὰ ἐφαρμοσθοῦν κατὰ τὰς προσεχεῖς ἡμέρας εἰς ὅλας τὰς περιοχάς. Κατὰ τὰς πληροφορίας τὰς ὁποίας διαθέτομεν, ἡ κατάστασις ἐξελίσσεται ὁμαλῶς, ἐνῷ οἱ ἐνδιαφερόμενοι ἀναμένουν τὰς ἀποφάσεις τοῦ ὑπουργείου. Ἐπίσης ἀνεκοινώθη ὅτι ἡ ἐπιτροπὴ θὰ συνέλθῃ ἐκ νέου πρὸς ἐξέτασιν τῶν ὑποβληθέντων αἰτημάτων καὶ τῶν σχετικῶν προτάσεων.: [1147, 1032, 1338, 1149]
- accident-photo: [1147, 1617, 1539, 1867]
- section: [1147, 1193, 1539, 1566]
- article-body: Διὰ νὰ καταστῇ δυνατὴ ἡ συνέχισις τῶν ἐργασιῶν, αἱ ἁρμόδιαι ὑπηρεσίαι ἔλαβον ἀπὸ χθὲς τὰ ἀναγκαῖα μέτρα, τὰ ὁποῖα θὰ ἐφαρμοσθοῦν κατὰ τὰς προσεχεῖς ἡμέρας εἰς ὅλας τὰς περιοχάς. Κατὰ τὰς πληροφορίας τὰς ὁποίας διαθέτομεν, ἡ κατάστασις ἐξελίσσεται ὁμαλῶς, ἐνῷ οἱ ἐνδιαφερόμενοι ἀναμένουν τὰς ἀποφάσεις τοῦ ὑπουργείου. Ἐπίσης ἀνεκοινώθη ὅτι ἡ ἐπιτροπὴ θὰ συνέλθῃ ἐκ νέου πρὸς ἐξέτασιν τῶν ὑποβληθέντων αἰτημάτων καὶ τῶν σχετικῶν προτάσεων.: [584, 526, 762, 655]
- article-body: Διὰ νὰ καταστῇ δυνατὴ ἡ συνέχισις τῶν ἐργασιῶν, αἱ ἁρμόδιαι ὑπηρεσίαι ἔλαβον ἀπὸ χθὲς τὰ ἀναγκαῖα μέτρα, τὰ ὁποῖα θὰ ἐφαρμοσθοῦν κατὰ τὰς προσεχεῖς ἡμέρας εἰς ὅλας τὰς περιοχάς. Κατὰ τὰς πληροφορίας τὰς ὁποίας διαθέτομεν, ἡ κατάστασις ἐξελίσσεται ὁμαλῶς, ἐνῷ οἱ ἐνδιαφερόμενοι ἀναμένουν τὰς ἀποφάσεις τοῦ ὑπουργείου. Ἐπίσης ἀνεκοινώθη ὅτι ἡ ἐπιτροπὴ θὰ συνέλθῃ ἐκ νέου πρὸς ἐξέτασιν τῶν ὑποβληθέντων αἰτημάτων καὶ τῶν σχετικῶν προτάσεων.: [397, 759, 573, 887]
- article-body: Διὰ νὰ καταστῇ δυνατὴ ἡ συνέχισις τῶν ἐργασιῶν, αἱ ἁρμόδιαι ὑπηρεσίαι ἔλαβον ἀπὸ χθὲς τὰ ἀναγκαῖα μέτρα, τὰ ὁποῖα θὰ ἐφαρμοσθοῦν κατὰ τὰς προσεχεῖς ἡμέρας εἰς ὅλας τὰς περιοχάς. Κατὰ τὰς πληροφορίας τὰς ὁποίας διαθέτομεν, ἡ κατάστασις ἐξελίσσεται ὁμαλῶς, ἐνῷ οἱ ἐνδιαφερόμενοι ἀναμένουν τὰς ἀποφάσεις τοῦ ὑπουργείου. Ἐπίσης ἀνεκοινώθη ὅτι ἡ ἐπιτροπὴ θὰ συνέλθῃ ἐκ νέου πρὸς ἐξέτασιν τῶν ὑποβληθέντων αἰτημάτων καὶ τῶν σχετικῶν προτάσεων.: [1147, 467, 1338, 583]
- subheadline: ΝΑ ΜΕΛΕΤΗΣΟΥΝ ΤΑΣ ΣΥΝΘΗΚΑΣ ΤΗΣ ΠΤΗΣΕΩΣ: [627, 1404, 1094, 1427]
- headline: Η ΚΥΒΕΡΝΗΣΙΣ ΥΠΟΧΡΕΩΝΕΙ ΤΟΥΣ ΣΕΙΣΜΟΠΛΗΚΤΟΥΣ ΝΑ ΠΛΗΡΩΣΟΥΝ ΤΟ 60% ΤΟΥ ΠΟΣΟΥ ΤΟΥ ΧΟΡΗΓΗΘΕΝΤΟΣ ΕΙΣ ΕΚΑΣΤΟΝ ΠΡΟΣ ΕΝΙΣΧΥΣΙΝ: [586, 687, 1135, 807]
- divider: [1147, 1160, 1539, 1162]
- section: [1147, 130, 1539, 396]
- article-title: ΤΟ Τ.Ε.Β.Ε. ΣΥΝΕΧΙΖΕΙ ΤΗΝ ΑΠΕΡΓΙΑΝ ΤΟΥΣ ΕΠΑΓΓΕΛΜΑΤΙΑΣ ΑΛΕΞΑΝΔΡΟΥΠΟΛΕΩΣ: [39, 997, 193, 1058]
- kicker: ΕΙΣ ΤΟΝ ΕΛΕΓΧΟΝ ΒΟΛΟΥ: [417, 4, 553, 16]
- section: [584, 868, 1137, 1157]
- article-body: Διὰ νὰ καταστῇ δυνατὴ ἡ συνέχισις τῶν ἐργασιῶν, αἱ ἁρμόδιαι ὑπηρεσίαι ἔλαβον ἀπὸ χθὲς τὰ ἀναγκαῖα μέτρα, τὰ ὁποῖα θὰ ἐφαρμοσθοῦν κατὰ τὰς προσεχεῖς ἡμέρας εἰς ὅλας τὰς περιοχάς. Κατὰ τὰς πληροφορίας τὰς ὁποίας διαθέτομεν, ἡ κατάστασις ἐξελίσσεται ὁμαλῶς, ἐνῷ οἱ ἐνδιαφερόμενοι ἀναμένουν τὰς ἀποφάσεις τοῦ ὑπουργείου. Ἐπίσης ἀνεκοινώθη ὅτι ἡ ἐπιτροπὴ θὰ συνέλθῃ ἐκ νέου πρὸς ἐξέτασιν τῶν ὑποβληθέντων αἰτημάτων καὶ τῶν σχετικῶν προτάσεων.: [1348, 1032, 1539, 1149]
- article-title: ΕΠΡΟΤΑΘΗ Η ΑΠΟΡΡΙΨΙΣ ΤΗΣ ΑΝΑΙΡΕΣΕΩΣ ΤΟΥ ΔΡΑΚΟΥ ΤΗΣ ΑΜΟΡΓΟΥ: [400, 1479, 570, 1525]
- article-subtitle: ΕΝΑ ΛΑΘΟΣ ΠΕΡΙ ΤΟΝ ΧΕΙΡΙΣΜΟΝ: [613, 1717, 732, 1741]
- article-body: Διὰ νὰ καταστῇ δυνατὴ ἡ συνέχισις τῶν ἐργασιῶν, αἱ ἁρμόδιαι ὑπηρεσίαι ἔλαβον ἀπὸ χθὲς τὰ ἀναγκαῖα μέτρα, τὰ ὁποῖα θὰ ἐφαρμοσθοῦν κατὰ τὰς προσεχεῖς ἡμέρας εἰς ὅλας τὰς περιοχάς. Κατὰ τὰς πληροφορίας τὰς ὁποίας διαθέτομεν, ἡ κατάστασις ἐξελίσσεται ὁμαλῶς, ἐνῷ οἱ ἐνδιαφερόμενοι ἀναμένουν τὰς ἀποφάσεις τοῦ ὑπουργείου. Ἐπίσης ἀνεκοινώθη ὅτι ἡ ἐπιτροπὴ θὰ συνέλθῃ ἐκ νέου πρὸς ἐξέτασιν τῶν ὑποβληθέντων αἰτημάτων καὶ τῶν σχετικῶν προτάσεων.: [958, 870, 1137, 1000]
- article-body: Διὰ νὰ καταστῇ δυνατὴ ἡ συνέχισις τῶν ἐργασιῶν, αἱ ἁρμόδιαι ὑπηρεσίαι ἔλαβον ἀπὸ χθὲς τὰ ἀναγκαῖα μέτρα, τὰ ὁποῖα θὰ ἐφαρμοσθοῦν κατὰ τὰς προσεχεῖς ἡμέρας εἰς ὅλας τὰς περιοχάς. Κατὰ τὰς πληροφορίας τὰς ὁποίας διαθέτομεν, ἡ κατάστασις ἐξελίσσεται ὁμαλῶς, ἐνῷ οἱ ἐνδιαφερόμενοι ἀναμένουν τὰς ἀποφάσεις τοῦ ὑπουργείου. Ἐπίσης ἀνεκοινώθη ὅτι ἡ ἐπιτροπὴ θὰ συνέλθῃ ἐκ νέου πρὸς ἐξέτασιν τῶν ὑποβληθέντων αἰτημάτων καὶ τῶν σχετικῶν προτάσεων.: [1147, 1195, 1338, 1311]
- dateline: ΚΑΛΑΜΑΤΑ, 26. —: [1396, 1909, 1491, 1922]
- subheadline: Ο ΓΚΑΓΚΑΡΙΝ ΠΕΡΙΟΔΕΥΕΙ ΕΙΣΕΤΙ ΕΙΣ ΙΑΠΩΝΙΑΝ: [667, 1531, 1054, 1551]
- divider: [1147, 1571, 1539, 1573]
- article-body: Διὰ νὰ καταστῇ δυνατὴ ἡ συνέχισις τῶν ἐργασιῶν, αἱ ἁρμόδιαι ὑπηρεσίαι ἔλαβον ἀπὸ χθὲς τὰ ἀναγκαῖα μέτρα, τὰ ὁποῖα θὰ ἐφαρμοσθοῦν κατὰ τὰς προσεχεῖς ἡμέρας εἰς ὅλας τὰς περιοχάς. Κατὰ τὰς πληροφορίας τὰς ὁποίας διαθέτομεν, ἡ κατάστασις ἐξελίσσεται ὁμαλῶς, ἐνῷ οἱ ἐνδιαφερόμενοι ἀναμένουν τὰς ἀποφάσεις τοῦ ὑπουργείου. Ἐπίσης ἀνεκοινώθη ὅτι ἡ ἐπιτροπὴ θὰ συνέλθῃ ἐκ νέου πρὸς ἐξέτασιν τῶν ὑποβληθέντων αἰτημάτων καὶ τῶν σχετικῶν προτάσεων.: [29, 2229, 204, 2357]
- article-body: Διὰ νὰ καταστῇ δυνατὴ ἡ συνέχισις τῶν ἐργασιῶν, αἱ ἁρμόδιαι ὑπηρεσίαι ἔλαβον ἀπὸ χθὲς τὰ ἀναγκαῖα μέτρα, τὰ ὁποῖα θὰ ἐφαρμοσθοῦν κατὰ τὰς προσεχεῖς ἡμέρας εἰς ὅλας τὰς περιοχάς. Κατὰ τὰς πληροφορίας τὰς ὁποίας διαθέτομεν, ἡ κατάστασις ἐξελίσσεται ὁμαλῶς, ἐνῷ οἱ ἐνδιαφερόμενοι ἀναμένουν τὰς ἀποφάσεις τοῦ ὑπουργείου. Ἐπίσης ἀνεκοινώθη ὅτι ἡ ἐπιτροπὴ θὰ συνέλθῃ ἐκ νέου πρὸς ἐξέτασιν τῶν ὑποβληθέντων αἰτημάτων καὶ τῶν σχετικῶν προτάσεων.: [958, 1007, 1137, 1135]
- article-subtitle: ΑΙ ΕΠΙΧΕΙΡΗΣΕΙΣ: [629, 510, 717, 522]
- article-subtitle: ΘΥΕΛΛΑ ΥΣΤΕΡΗΣΙΣ: [808, 1690, 913, 1701]
- divider: [29, 715, 387, 717]
- banner: ΥΠΕΡΝΙΚΗΘΗΣΑΝ ΑΙ ΜΕΓΑΛΑΙ ΔΥΣΚΟΛΙΑΙ: [40, 137, 376, 157]
- column-rule: [1141, 0, 1142, 2350]
- section: [584, 1553, 1137, 1880]
- article-body: Διὰ νὰ καταστῇ δυνατὴ ἡ συνέχισις τῶν ἐργασιῶν, αἱ ἁρμόδιαι ὑπηρεσίαι ἔλαβον ἀπὸ χθὲς τὰ ἀναγκαῖα μέτρα, τὰ ὁποῖα θὰ ἐφαρμοσθοῦν κατὰ τὰς προσεχεῖς ἡμέρας εἰς ὅλας τὰς περιοχάς. Κατὰ τὰς πληροφορίας τὰς ὁποίας διαθέτομεν, ἡ κατάστασις ἐξελίσσεται ὁμαλῶς, ἐνῷ οἱ ἐνδιαφερόμενοι ἀναμένουν τὰς ἀποφάσεις τοῦ ὑπουργείου. Ἐπίσης ἀνεκοινώθη ὅτι ἡ ἐπιτροπὴ θὰ συνέλθῃ ἐκ νέου πρὸς ἐξέτασιν τῶν ὑποβληθέντων αἰτημάτων καὶ τῶν σχετικῶν προτάσεων.: [29, 576, 204, 705]
- article-body: Διὰ νὰ καταστῇ δυνατὴ ἡ συνέχισις τῶν ἐργασιῶν, αἱ ἁρμόδιαι ὑπηρεσίαι ἔλαβον ἀπὸ χθὲς τὰ ἀναγκαῖα μέτρα, τὰ ὁποῖα θὰ ἐφαρμοσθοῦν κατὰ τὰς προσεχεῖς ἡμέρας εἰς ὅλας τὰς περιοχάς. Κατὰ τὰς πληροφορίας τὰς ὁποίας διαθέτομεν, ἡ κατάστασις ἐξελίσσεται ὁμαλῶς, ἐνῷ οἱ ἐνδιαφερόμενοι ἀναμένουν τὰς ἀποφάσεις τοῦ ὑπουργείου. Ἐπίσης ἀνεκοινώθη ὅτι ἡ ἐπιτροπὴ θὰ συνέλθῃ ἐκ νέου πρὸς ἐξέτασιν τῶν ὑποβληθέντων αἰτημάτων καὶ τῶν σχετικῶν προτάσεων.: [771, 870, 950, 1000]
- article-title: 1.142.273 ΔΡΑΧΜ. ΤΟ ΠΑΘΗΤΙΚΟΝ ΤΟΥ ΜΗΝΟΣ ΤΟΥ ΜΑΡΤΙΟΥ: [401, 1102, 569, 1148]
- subheadline: τῆς ἐκτοξεύσεως ἐχθρικῶν πυραύλων: [109, 2159, 308, 2175]
- dateline: ΓΙΑΝΓΚΤΟΝ, νότιον Νεοσέουλ, ΗΠΑ, 26. (Ἀσσ. Πρές.): [1206, 659, 1479, 671]
- article-body: Διὰ νὰ καταστῇ δυνατὴ ἡ συνέχισις τῶν ἐργασιῶν, αἱ ἁρμόδιαι ὑπηρεσίαι ἔλαβον ἀπὸ χθὲς τὰ ἀναγκαῖα μέτρα, τὰ ὁποῖα θὰ ἐφαρμοσθοῦν κατὰ τὰς προσεχεῖς ἡμέρας εἰς ὅλας τὰς περιοχάς. Κατὰ τὰς πληροφορίας τὰς ὁποίας διαθέτομεν, ἡ κατάστασις ἐξελίσσεται ὁμαλῶς, ἐνῷ οἱ ἐνδιαφερόμενοι ἀναμένουν τὰς ἀποφάσεις τοῦ ὑπουργείου. Ἐπίσης ἀνεκοινώθη ὅτι ἡ ἐπιτροπὴ θὰ συνέλθῃ ἐκ νέου πρὸς ἐξέτασιν τῶν ὑποβληθέντων αἰτημάτων καὶ τῶν σχετικῶν προτάσεων.: [1147, 856, 1338, 972]
- article-body: Διὰ νὰ καταστῇ δυνατὴ ἡ συνέχισις τῶν ἐργασιῶν, αἱ ἁρμόδιαι ὑπηρεσίαι ἔλαβον ἀπὸ χθὲς τὰ ἀναγκαῖα μέτρα, τὰ ὁποῖα θὰ ἐφαρμοσθοῦν κατὰ τὰς προσεχεῖς ἡμέρας εἰς ὅλας τὰς περιοχάς. Κατὰ τὰς πληροφορίας τὰς ὁποίας διαθέτομεν, ἡ κατάστασις ἐξελίσσεται ὁμαλῶς, ἐνῷ οἱ ἐνδιαφερόμενοι ἀναμένουν τὰς ἀποφάσεις τοῦ ὑπουργείου. Ἐπίσης ἀνεκοινώθη ὅτι ἡ ἐπιτροπὴ θὰ συνέλθῃ ἐκ νέου πρὸς ἐξέτασιν τῶν ὑποβληθέντων αἰτημάτων καὶ τῶν σχετικῶν προτάσεων.: [29, 1060, 204, 1190]
- article-title: ΕΙΣ 500.000 ΚΙΝΕΖΟΥΣ ΠΡΟΣΦΥΓΑΣ ΕΙΣ ΧΟΓΚ ΚΟΓΚ ΔΙΕΝΕΙΜΟΝ ΤΡΟΦΙΜΑ ΑΙ ΗΝ. ΠΟΛΙΤΕΙΑΙ ΑΜΕΡΙΚΗΣ: [1157, 601, 1528, 656]
- article-body: Διὰ νὰ καταστῇ δυνατὴ ἡ συνέχισις τῶν ἐργασιῶν, αἱ ἁρμόδιαι ὑπηρεσίαι ἔλαβον ἀπὸ χθὲς τὰ ἀναγκαῖα μέτρα, τὰ ὁποῖα θὰ ἐφαρμοσθοῦν κατὰ τὰς προσεχεῖς ἡμέρας εἰς ὅλας τὰς περιοχάς. Κατὰ τὰς πληροφορίας τὰς ὁποίας διαθέτομεν, ἡ κατάστασις ἐξελίσσεται ὁμαλῶς, ἐνῷ οἱ ἐνδιαφερόμενοι ἀναμένουν τὰς ἀποφάσεις τοῦ ὑπουργείου. Ἐπίσης ἀνεκοινώθη ὅτι ἡ ἐπιτροπὴ θὰ συνέλθῃ ἐκ νέου πρὸς ἐξέτασιν τῶν ὑποβληθέντων αἰτημάτων καὶ τῶν σχετικῶν προτάσεων.: [584, 1745, 762, 1874]
- article-title: ΕΛΛΕΙΨΙΣ ΙΑΤΡΩΝ ΠΑΡΑΤΗΡΕΙΤΑΙ ΕΙΣ ΔΥΤ. ΑΦΡΙΚΗΝ: [407, 1290, 564, 1337]
- article-body: Διὰ νὰ καταστῇ δυνατὴ ἡ συνέχισις τῶν ἐργασιῶν, αἱ ἁρμόδιαι ὑπηρεσίαι ἔλαβον ἀπὸ χθὲς τὰ ἀναγκαῖα μέτρα, τὰ ὁποῖα θὰ ἐφαρμοσθοῦν κατὰ τὰς προσεχεῖς ἡμέρας εἰς ὅλας τὰς περιοχάς. Κατὰ τὰς πληροφορίας τὰς ὁποίας διαθέτομεν, ἡ κατάστασις ἐξελίσσεται ὁμαλῶς, ἐνῷ οἱ ἐνδιαφερόμενοι ἀναμένουν τὰς ἀποφάσεις τοῦ ὑπουργείου. Ἐπίσης ἀνεκοινώθη ὅτι ἡ ἐπιτροπὴ θὰ συνέλθῃ ἐκ νέου πρὸς ἐξέτασιν τῶν ὑποβληθέντων αἰτημάτων καὶ τῶν σχετικῶν προτάσεων.: [1147, 149, 1338, 266]
- article-body: Διὰ νὰ καταστῇ δυνατὴ ἡ συνέχισις τῶν ἐργασιῶν, αἱ ἁρμόδιαι ὑπηρεσίαι ἔλαβον ἀπὸ χθὲς τὰ ἀναγκαῖα μέτρα, τὰ ὁποῖα θὰ ἐφαρμοσθοῦν κατὰ τὰς προσεχεῖς ἡμέρας εἰς ὅλας τὰς περιοχάς. Κατὰ τὰς πληροφορίας τὰς ὁποίας διαθέτομεν, ἡ κατάστασις ἐξελίσσεται ὁμαλῶς, ἐνῷ οἱ ἐνδιαφερόμενοι ἀναμένουν τὰς ἀποφάσεις τοῦ ὑπουργείου. Ἐπίσης ἀνεκοινώθη ὅτι ἡ ἐπιτροπὴ θὰ συνέλθῃ ἐκ νέου πρὸς ἐξέτασιν τῶν ὑποβληθέντων αἰτημάτων καὶ τῶν σχετικῶν προτάσεων.: [213, 2196, 387, 2325]
- article-body: Διὰ νὰ καταστῇ δυνατὴ ἡ συνέχισις τῶν ἐργασιῶν, αἱ ἁρμόδιαι ὑπηρεσίαι ἔλαβον ἀπὸ χθὲς τὰ ἀναγκαῖα μέτρα, τὰ ὁποῖα θὰ ἐφαρμοσθοῦν κατὰ τὰς προσεχεῖς ἡμέρας εἰς ὅλας τὰς περιοχάς. Κατὰ τὰς πληροφορίας τὰς ὁποίας διαθέτομεν, ἡ κατάστασις ἐξελίσσεται ὁμαλῶς, ἐνῷ οἱ ἐνδιαφερόμενοι ἀναμένουν τὰς ἀποφάσεις τοῦ ὑπουργείου. Ἐπίσης ἀνεκοινώθη ὅτι ἡ ἐπιτροπὴ θὰ συνέλθῃ ἐκ νέου πρὸς ἐξέτασιν τῶν ὑποβληθέντων αἰτημάτων καὶ τῶν σχετικῶν προτάσεων.: [213, 1285, 387, 1413]
- subheadline: ἐντὸς 20 ἐτῶν εἰς ἑξαμηνιαίας δόσεις: [646, 837, 1075, 865]
- kicker: Μετέδωσεν εἰς τὸ Λονδῖνον ἀντιλήψεις: [1230, 4, 1455, 20]
- article-title: ΙΑΤΡΙΚΟΝ ΣΥΝΕΔΡΙΟΝ ΕΙΣ ΤΑΣ ΑΘΗΝΑΣ: [399, 2031, 571, 2062]
- headline: ΟΡΕΙΒΑΤΑΙ ΤΟΥ Ε.Ο.Τ. ΕΠΕΤΥΧΟΝ ΚΑΘΕΤΟΥΣ ΑΝΑΡΡΙΧΗΣΕΙΣ ΕΙΣ ΤΟΝ «ΚΩΝΟΝ» ΠΑΛΗΟΒΟΥΝΑΣ: [30, 23, 386, 90]
- article-title: ΤΟ ΠΡΟΣΕΧΕΣ ΕΤΟΣ ΕΛΛΑΣ-ΙΤΑΛΙΑ, ΚΥΠΡΟΣ ΤΟΥΡΚΙΑ ΚΑΙ ΙΣΡΑΗΛ ΘΑ ΣΥΝΔΕΘΟΥΝ ΜΕ ΦΕΡΡΥ ΜΠΩΤ: [402, 479, 568, 555]
- article-body: Διὰ νὰ καταστῇ δυνατὴ ἡ συνέχισις τῶν ἐργασιῶν, αἱ ἁρμόδιαι ὑπηρεσίαι ἔλαβον ἀπὸ χθὲς τὰ ἀναγκαῖα μέτρα, τὰ ὁποῖα θὰ ἐφαρμοσθοῦν κατὰ τὰς προσεχεῖς ἡμέρας εἰς ὅλας τὰς περιοχάς. Κατὰ τὰς πληροφορίας τὰς ὁποίας διαθέτομεν, ἡ κατάστασις ἐξελίσσεται ὁμαλῶς, ἐνῷ οἱ ἐνδιαφερόμενοι ἀναμένουν τὰς ἀποφάσεις τοῦ ὑπουργείου. Ἐπίσης ἀνεκοινώθη ὅτι ἡ ἐπιτροπὴ θὰ συνέλθῃ ἐκ νέου πρὸς ἐξέτασιν τῶν ὑποβληθέντων αἰτημάτων καὶ τῶν σχετικῶν προτάσεων.: [584, 1583, 762, 1711]
- article-body: Διὰ νὰ καταστῇ δυνατὴ ἡ συνέχισις τῶν ἐργασιῶν, αἱ ἁρμόδιαι ὑπηρεσίαι ἔλαβον ἀπὸ χθὲς τὰ ἀναγκαῖα μέτρα, τὰ ὁποῖα θὰ ἐφαρμοσθοῦν κατὰ τὰς προσεχεῖς ἡμέρας εἰς ὅλας τὰς περιοχάς. Κατὰ τὰς πληροφορίας τὰς ὁποίας διαθέτομεν, ἡ κατάστασις ἐξελίσσεται ὁμαλῶς, ἐνῷ οἱ ἐνδιαφερόμενοι ἀναμένουν τὰς ἀποφάσεις τοῦ ὑπουργείου. Ἐπίσης ἀνεκοινώθη ὅτι ἡ ἐπιτροπὴ θὰ συνέλθῃ ἐκ νέου πρὸς ἐξέτασιν τῶν ὑποβληθέντων αἰτημάτων καὶ τῶν σχετικῶν προτάσεων.: [771, 1020, 950, 1150]
- article-title: ΑΡΧΑΙΟΛΟΓΙΚΑ ΕΥΡΗΜΑΤΑ ΘΑΥΜΑΣΤΗΣ ΤΕΧΝΗΣ ΦΕΡΟΥΝ ΕΙΣ ΦΩΣ ΑΙ ΑΝΑΣΚΑΦΑΙ ΕΙΣ ΣΤΡΑΤΩΝΙΟΝ: [38, 1647, 378, 1702]
- divider: [29, 1201, 387, 1203]
- article-body: Διὰ νὰ καταστῇ δυνατὴ ἡ συνέχισις τῶν ἐργασιῶν, αἱ ἁρμόδιαι ὑπηρεσίαι ἔλαβον ἀπὸ χθὲς τὰ ἀναγκαῖα μέτρα, τὰ ὁποῖα θὰ ἐφαρμοσθοῦν κατὰ τὰς προσεχεῖς ἡμέρας εἰς ὅλας τὰς περιοχάς. Κατὰ τὰς πληροφορίας τὰς ὁποίας διαθέτομεν, ἡ κατάστασις ἐξελίσσεται ὁμαλῶς, ἐνῷ οἱ ἐνδιαφερόμενοι ἀναμένουν τὰς ἀποφάσεις τοῦ ὑπουργείου. Ἐπίσης ἀνεκοινώθη ὅτι ἡ ἐπιτροπὴ θὰ συνέλθῃ ἐκ νέου πρὸς ἐξέτασιν τῶν ὑποβληθέντων αἰτημάτων καὶ τῶν σχετικῶν προτάσεων.: [1348, 257, 1539, 373]
- divider: [397, 893, 573, 894]
- article-body: Διὰ νὰ καταστῇ δυνατὴ ἡ συνέχισις τῶν ἐργασιῶν, αἱ ἁρμόδιαι ὑπηρεσίαι ἔλαβον ἀπὸ χθὲς τὰ ἀναγκαῖα μέτρα, τὰ ὁποῖα θὰ ἐφαρμοσθοῦν κατὰ τὰς προσεχεῖς ἡμέρας εἰς ὅλας τὰς περιοχάς. Κατὰ τὰς πληροφορίας τὰς ὁποίας διαθέτομεν, ἡ κατάστασις ἐξελίσσεται ὁμαλῶς, ἐνῷ οἱ ἐνδιαφερόμενοι ἀναμένουν τὰς ἀποφάσεις τοῦ ὑπουργείου. Ἐπίσης ἀνεκοινώθη ὅτι ἡ ἐπιτροπὴ θὰ συνέλθῃ ἐκ νέου πρὸς ἐξέτασιν τῶν ὑποβληθέντων αἰτημάτων καὶ τῶν σχετικῶν προτάσεων.: [29, 1333, 204, 1462]
- article-body: Διὰ νὰ καταστῇ δυνατὴ ἡ συνέχισις τῶν ἐργασιῶν, αἱ ἁρμόδιαι ὑπηρεσίαι ἔλαβον ἀπὸ χθὲς τὰ ἀναγκαῖα μέτρα, τὰ ὁποῖα θὰ ἐφαρμοσθοῦν κατὰ τὰς προσεχεῖς ἡμέρας εἰς ὅλας τὰς περιοχάς. Κατὰ τὰς πληροφορίας τὰς ὁποίας διαθέτομεν, ἡ κατάστασις ἐξελίσσεται ὁμαλῶς, ἐνῷ οἱ ἐνδιαφερόμενοι ἀναμένουν τὰς ἀποφάσεις τοῦ ὑπουργείου. Ἐπίσης ἀνεκοινώθη ὅτι ἡ ἐπιτροπὴ θὰ συνέλθῃ ἐκ νέου πρὸς ἐξέτασιν τῶν ὑποβληθέντων αἰτημάτων καὶ τῶν σχετικῶν προτάσεων.: [584, 870, 762, 1000]
- article-title: ΠΕΝΤΕ ΟΙ ΤΡΑΥΜΑΤΙΑΙ ΕΙΣ ΤΗΝ ΥΠΑΙΘΡΟΝ ΕΚ ΣΦΟΔΡΟΤΑΤΩΝ ΤΡΟΧΑΙΩΝ ΣΥΓΚΡΟΥΣΕΩΝ: [1156, 1576, 1529, 1613]
- article-body: Διὰ νὰ καταστῇ δυνατὴ ἡ συνέχισις τῶν ἐργασιῶν, αἱ ἁρμόδιαι ὑπηρεσίαι ἔλαβον ἀπὸ χθὲς τὰ ἀναγκαῖα μέτρα, τὰ ὁποῖα θὰ ἐφαρμοσθοῦν κατὰ τὰς προσεχεῖς ἡμέρας εἰς ὅλας τὰς περιοχάς. Κατὰ τὰς πληροφορίας τὰς ὁποίας διαθέτομεν, ἡ κατάστασις ἐξελίσσεται ὁμαλῶς, ἐνῷ οἱ ἐνδιαφερόμενοι ἀναμένουν τὰς ἀποφάσεις τοῦ ὑπουργείου. Ἐπίσης ἀνεκοινώθη ὅτι ἡ ἐπιτροπὴ θὰ συνέλθῃ ἐκ νέου πρὸς ἐξέτασιν τῶν ὑποβληθέντων αἰτημάτων καὶ τῶν σχετικῶν προτάσεων.: [1348, 1319, 1539, 1436]
- article-body: Διὰ νὰ καταστῇ δυνατὴ ἡ συνέχισις τῶν ἐργασιῶν, αἱ ἁρμόδιαι ὑπηρεσίαι ἔλαβον ἀπὸ χθὲς τὰ ἀναγκαῖα μέτρα, τὰ ὁποῖα θὰ ἐφαρμοσθοῦν κατὰ τὰς προσεχεῖς ἡμέρας εἰς ὅλας τὰς περιοχάς. Κατὰ τὰς πληροφορίας τὰς ὁποίας διαθέτομεν, ἡ κατάστασις ἐξελίσσεται ὁμαλῶς, ἐνῷ οἱ ἐνδιαφερόμενοι ἀναμένουν τὰς ἀποφάσεις τοῦ ὑπουργείου. Ἐπίσης ἀνεκοινώθη ὅτι ἡ ἐπιτροπὴ θὰ συνέλθῃ ἐκ νέου πρὸς ἐξέτασιν τῶν ὑποβληθέντων αἰτημάτων καὶ τῶν σχετικῶν προτάσεων.: [213, 800, 387, 928]
- article-body: Διὰ νὰ καταστῇ δυνατὴ ἡ συνέχισις τῶν ἐργασιῶν, αἱ ἁρμόδιαι ὑπηρεσίαι ἔλαβον ἀπὸ χθὲς τὰ ἀναγκαῖα μέτρα, τὰ ὁποῖα θὰ ἐφαρμοσθοῦν κατὰ τὰς προσεχεῖς ἡμέρας εἰς ὅλας τὰς περιοχάς. Κατὰ τὰς πληροφορίας τὰς ὁποίας διαθέτομεν, ἡ κατάστασις ἐξελίσσεται ὁμαλῶς, ἐνῷ οἱ ἐνδιαφερόμενοι ἀναμένουν τὰς ἀποφάσεις τοῦ ὑπουργείου. Ἐπίσης ἀνεκοινώθη ὅτι ἡ ἐπιτροπὴ θὰ συνέλθῃ ἐκ νέου πρὸς ἐξέτασιν τῶν ὑποβληθέντων αἰτημάτων καὶ τῶν σχετικῶν προτάσεων.: [1147, 1892, 1338, 2008]
- article-title: ΟΙ ΦΟΙΤΗΤΑΙ ΙΑΤΡΙΚΗΣ: [41, 1904, 191, 1921]
- article-title: ΚΑΤΑ ΤΗΝ ΕΚΘΕΣΙΝ ΤΩΝ ΗΝ. ΕΘΝΩΝ: [402, 247, 568, 274]
- article-body: Διὰ νὰ καταστῇ δυνατὴ ἡ συνέχισις τῶν ἐργασιῶν, αἱ ἁρμόδιαι ὑπηρεσίαι ἔλαβον ἀπὸ χθὲς τὰ ἀναγκαῖα μέτρα, τὰ ὁποῖα θὰ ἐφαρμοσθοῦν κατὰ τὰς προσεχεῖς ἡμέρας εἰς ὅλας τὰς περιοχάς. Κατὰ τὰς πληροφορίας τὰς ὁποίας διαθέτομεν, ἡ κατάστασις ἐξελίσσεται ὁμαλῶς, ἐνῷ οἱ ἐνδιαφερόμενοι ἀναμένουν τὰς ἀποφάσεις τοῦ ὑπουργείου. Ἐπίσης ἀνεκοινώθη ὅτι ἡ ἐπιτροπὴ θὰ συνέλθῃ ἐκ νέου πρὸς ἐξέτασιν τῶν ὑποβληθέντων αἰτημάτων καὶ τῶν σχετικῶν προτάσεων.: [771, 499, 950, 627]
- article-title: ΘΑ ΠΡΟΣΛΗΦΘΟΥΝ 450 ΥΠΟΨΗΦΙΑΙ: [220, 1418, 380, 1451]
- article-body: Διὰ νὰ καταστῇ δυνατὴ ἡ συνέχισις τῶν ἐργασιῶν, αἱ ἁρμόδιαι ὑπηρεσίαι ἔλαβον ἀπὸ χθὲς τὰ ἀναγκαῖα μέτρα, τὰ ὁποῖα θὰ ἐφαρμοσθοῦν κατὰ τὰς προσεχεῖς ἡμέρας εἰς ὅλας τὰς περιοχάς. Κατὰ τὰς πληροφορίας τὰς ὁποίας διαθέτομεν, ἡ κατάστασις ἐξελίσσεται ὁμαλῶς, ἐνῷ οἱ ἐνδιαφερόμενοι ἀναμένουν τὰς ἀποφάσεις τοῦ ὑπουργείου. Ἐπίσης ἀνεκοινώθη ὅτι ἡ ἐπιτροπὴ θὰ συνέλθῃ ἐκ νέου πρὸς ἐξέτασιν τῶν ὑποβληθέντων αἰτημάτων καὶ τῶν σχετικῶν προτάσεων.: [213, 954, 387, 1082]
- article-title: ΤΡΕΙΣ ΒΑΡΕΩΣ ΤΡΑΥΜΑΤΙΑΙ ΕΞ ΑΝΑΤΡΟΠΗΣ ΓΕΩΡΓΙΚΟΥ ΕΛΚΥΣΤΗΡΟΣ: [32, 1706, 200, 1768]
- column-1: [29, 0, 387, 2357]
- dateline: ΟΛΛΑΝΤΙΑ, δυτ. Νέας Γουϊνέας, 26. (Ρώυτερ): [592, 349, 754, 373]
- column-rule: [392, 0, 393, 2350]
- section: [29, 159, 387, 711]
- article-title: ΚΑΙ ΕΙΣ ΛΑΡΙΣΑΝ: [244, 933, 357, 950]
- divider: [584, 1160, 1137, 1162]
- column-2: [397, 0, 573, 2353]
- article-title: Η ΣΥΝΕΛΕΥΣΙΣ ΤΩΝ ΚΑΤΑΣΤΗΜΑΤΑΡΧΩΝ ΡΑΠΤΩΝ: [1176, 989, 1509, 1027]
- article-body: Διὰ νὰ καταστῇ δυνατὴ ἡ συνέχισις τῶν ἐργασιῶν, αἱ ἁρμόδιαι ὑπηρεσίαι ἔλαβον ἀπὸ χθὲς τὰ ἀναγκαῖα μέτρα, τὰ ὁποῖα θὰ ἐφαρμοσθοῦν κατὰ τὰς προσεχεῖς ἡμέρας εἰς ὅλας τὰς περιοχάς. Κατὰ τὰς πληροφορίας τὰς ὁποίας διαθέτομεν, ἡ κατάστασις ἐξελίσσεται ὁμαλῶς, ἐνῷ οἱ ἐνδιαφερόμενοι ἀναμένουν τὰς ἀποφάσεις τοῦ ὑπουργείου. Ἐπίσης ἀνεκοινώθη ὅτι ἡ ἐπιτροπὴ θὰ συνέλθῃ ἐκ νέου πρὸς ἐξέτασιν τῶν ὑποβληθέντων αἰτημάτων καὶ τῶν σχετικῶν προτάσεων.: [958, 1571, 1137, 1699]
- subheadline: εἰς καπιταλιστικοὺς καὶ κομμουνιστικοὺς: [1225, 112, 1460, 127]
- article-body: Διὰ νὰ καταστῇ δυνατὴ ἡ συνέχισις τῶν ἐργασιῶν, αἱ ἁρμόδιαι ὑπηρεσίαι ἔλαβον ἀπὸ χθὲς τὰ ἀναγκαῖα μέτρα, τὰ ὁποῖα θὰ ἐφαρμοσθοῦν κατὰ τὰς προσεχεῖς ἡμέρας εἰς ὅλας τὰς περιοχάς. Κατὰ τὰς πληροφορίας τὰς ὁποίας διαθέτομεν, ἡ κατάστασις ἐξελίσσεται ὁμαλῶς, ἐνῷ οἱ ἐνδιαφερόμενοι ἀναμένουν τὰς ἀποφάσεις τοῦ ὑπουργείου. Ἐπίσης ἀνεκοινώθη ὅτι ἡ ἐπιτροπὴ θὰ συνέλθῃ ἐκ νέου πρὸς ἐξέτασιν τῶν ὑποβληθέντων αἰτημάτων καὶ τῶν σχετικῶν προτάσεων.: [397, 558, 573, 687]
- article-body: Διὰ νὰ καταστῇ δυνατὴ ἡ συνέχισις τῶν ἐργασιῶν, αἱ ἁρμόδιαι ὑπηρεσίαι ἔλαβον ἀπὸ χθὲς τὰ ἀναγκαῖα μέτρα, τὰ ὁποῖα θὰ ἐφαρμοσθοῦν κατὰ τὰς προσεχεῖς ἡμέρας εἰς ὅλας τὰς περιοχάς. Κατὰ τὰς πληροφορίας τὰς ὁποίας διαθέτομεν, ἡ κατάστασις ἐξελίσσεται ὁμαλῶς, ἐνῷ οἱ ἐνδιαφερόμενοι ἀναμένουν τὰς ἀποφάσεις τοῦ ὑπουργείου. Ἐπίσης ἀνεκοινώθη ὅτι ἡ ἐπιτροπὴ θὰ συνέλθῃ ἐκ νέου πρὸς ἐξέτασιν τῶν ὑποβληθέντων αἰτημάτων καὶ τῶν σχετικῶν προτάσεων.: [584, 1020, 762, 1150]
- article-title: ΠΑΡΗΧΘΗΣΑΝ ΤΑ ΠΡΩΤΑ ΕΛΑΣΤΙΚΑ ΥΠΟ ΤΟΥ ΕΡΓΟΣΤΑΣΙΟΥ «ΠΙΡΕΛΛΙ-ΕΛΛΑΣ»: [400, 898, 570, 959]
- divider: [397, 1286, 573, 1287]
- article-title: ΑΙ ΔΥΟ ΟΜΟΣΠΟΝΔΙΑΙ ΤΩΝ ΕΚΠΑΙΔΕΥΤΙΚΩΝ ΑΝΕΠΤΥΞΑΝ ΕΙΣ ΤΟΝ ΥΠΟΥΡΓΟΝ ΠΑΙΔΕΙΑΣ ΤΑ ΒΑΣΙΚΑ ΑΙΤΗΜΑΤΑ ΤΟΥ ΚΛΑΔΟΥ ΤΩΝ: [1152, 406, 1533, 462]
- column-rule: [578, 0, 579, 2350]
- article-subtitle: ΑΙ ΔΙΑ ΠΥΡΑΥΛΩΝ: [626, 660, 720, 672]
- article-body: Διὰ νὰ καταστῇ δυνατὴ ἡ συνέχισις τῶν ἐργασιῶν, αἱ ἁρμόδιαι ὑπηρεσίαι ἔλαβον ἀπὸ χθὲς τὰ ἀναγκαῖα μέτρα, τὰ ὁποῖα θὰ ἐφαρμοσθοῦν κατὰ τὰς προσεχεῖς ἡμέρας εἰς ὅλας τὰς περιοχάς. Κατὰ τὰς πληροφορίας τὰς ὁποίας διαθέτομεν, ἡ κατάστασις ἐξελίσσεται ὁμαλῶς, ἐνῷ οἱ ἐνδιαφερόμενοι ἀναμένουν τὰς ἀποφάσεις τοῦ ὑπουργείου. Ἐπίσης ἀνεκοινώθη ὅτι ἡ ἐπιτροπὴ θὰ συνέλθῃ ἐκ νέου πρὸς ἐξέτασιν τῶν ὑποβληθέντων αἰτημάτων καὶ τῶν σχετικῶν προτάσεων.: [958, 349, 1137, 477]
- dateline: ΝΕΑ ΥΟΡΚΗ, 26. (Ρώυτερ): [232, 2181, 368, 2193]
- article-body: Διὰ νὰ καταστῇ δυνατὴ ἡ συνέχισις τῶν ἐργασιῶν, αἱ ἁρμόδιαι ὑπηρεσίαι ἔλαβον ἀπὸ χθὲς τὰ ἀναγκαῖα μέτρα, τὰ ὁποῖα θὰ ἐφαρμοσθοῦν κατὰ τὰς προσεχεῖς ἡμέρας εἰς ὅλας τὰς περιοχάς. Κατὰ τὰς πληροφορίας τὰς ὁποίας διαθέτομεν, ἡ κατάστασις ἐξελίσσεται ὁμαλῶς, ἐνῷ οἱ ἐνδιαφερόμενοι ἀναμένουν τὰς ἀποφάσεις τοῦ ὑπουργείου. Ἐπίσης ἀνεκοινώθη ὅτι ἡ ἐπιτροπὴ θὰ συνέλθῃ ἐκ νέου πρὸς ἐξέτασιν τῶν ὑποβληθέντων αἰτημάτων καὶ τῶν σχετικῶν προτάσεων.: [397, 1528, 573, 1657]
- article-body: Διὰ νὰ καταστῇ δυνατὴ ἡ συνέχισις τῶν ἐργασιῶν, αἱ ἁρμόδιαι ὑπηρεσίαι ἔλαβον ἀπὸ χθὲς τὰ ἀναγκαῖα μέτρα, τὰ ὁποῖα θὰ ἐφαρμοσθοῦν κατὰ τὰς προσεχεῖς ἡμέρας εἰς ὅλας τὰς περιοχάς. Κατὰ τὰς πληροφορίας τὰς ὁποίας διαθέτομεν, ἡ κατάστασις ἐξελίσσεται ὁμαλῶς, ἐνῷ οἱ ἐνδιαφερόμενοι ἀναμένουν τὰς ἀποφάσεις τοῦ ὑπουργείου. Ἐπίσης ἀνεκοινώθη ὅτι ἡ ἐπιτροπὴ θὰ συνέλθῃ ἐκ νέου πρὸς ἐξέτασιν τῶν ὑποβληθέντων αἰτημάτων καὶ τῶν σχετικῶν προτάσεων.: [771, 1555, 950, 1684]
- subheadline: Φέρουν συσκευὰς διὰ τὴν ἐπισήμανσιν: [106, 2141, 311, 2156]
- article-title: Η ΚΑΤΑΒΟΛΗ ΤΩΝ ΣΥΝΤΑΞΕΩΝ ΤΟΥ ΙΚ.Α.: [410, 1856, 561, 1888]
- divider: [1147, 401, 1539, 403]
- kicker: Σκληρὸς πόλεμος εἰς τὴν ἀχανῆ ζούγκλαν: [716, 4, 1004, 24]
- article-subtitle: Ο ΓΚΑΓΚΑΡΙΝ ΕΙΣ ΙΑΠΩΝΙΑΝ: [972, 1554, 1123, 1567]
- article-body: Διὰ νὰ καταστῇ δυνατὴ ἡ συνέχισις τῶν ἐργασιῶν, αἱ ἁρμόδιαι ὑπηρεσίαι ἔλαβον ἀπὸ χθὲς τὰ ἀναγκαῖα μέτρα, τὰ ὁποῖα θὰ ἐφαρμοσθοῦν κατὰ τὰς προσεχεῖς ἡμέρας εἰς ὅλας τὰς περιοχάς. Κατὰ τὰς πληροφορίας τὰς ὁποίας διαθέτομεν, ἡ κατάστασις ἐξελίσσεται ὁμαλῶς, ἐνῷ οἱ ἐνδιαφερόμενοι ἀναμένουν τὰς ἀποφάσεις τοῦ ὑπουργείου. Ἐπίσης ἀνεκοινώθη ὅτι ἡ ἐπιτροπὴ θὰ συνέλθῃ ἐκ νέου πρὸς ἐξέτασιν τῶν ὑποβληθέντων αἰτημάτων καὶ τῶν σχετικῶν προτάσεων.: [213, 433, 387, 562]
- article-title: ΕΞΗΛΕΚΤΡΙΣΘΗ ΠΡΑΓΜΑΤΙ Ο ΝΑΠΟΛΕΩΝ;: [399, 698, 571, 729]
- article-body: Διὰ νὰ καταστῇ δυνατὴ ἡ συνέχισις τῶν ἐργασιῶν, αἱ ἁρμόδιαι ὑπηρεσίαι ἔλαβον ἀπὸ χθὲς τὰ ἀναγκαῖα μέτρα, τὰ ὁποῖα θὰ ἐφαρμοσθοῦν κατὰ τὰς προσεχεῖς ἡμέρας εἰς ὅλας τὰς περιοχάς. Κατὰ τὰς πληροφορίας τὰς ὁποίας διαθέτομεν, ἡ κατάστασις ἐξελίσσεται ὁμαλῶς, ἐνῷ οἱ ἐνδιαφερόμενοι ἀναμένουν τὰς ἀποφάσεις τοῦ ὑπουργείου. Ἐπίσης ἀνεκοινώθη ὅτι ἡ ἐπιτροπὴ θὰ συνέλθῃ ἐκ νέου πρὸς ἐξέτασιν τῶν ὑποβληθέντων αἰτημάτων καὶ τῶν σχετικῶν προτάσεων.: [584, 376, 762, 505]
- article-body: Διὰ νὰ καταστῇ δυνατὴ ἡ συνέχισις τῶν ἐργασιῶν, αἱ ἁρμόδιαι ὑπηρεσίαι ἔλαβον ἀπὸ χθὲς τὰ ἀναγκαῖα μέτρα, τὰ ὁποῖα θὰ ἐφαρμοσθοῦν κατὰ τὰς προσεχεῖς ἡμέρας εἰς ὅλας τὰς περιοχάς. Κατὰ τὰς πληροφορίας τὰς ὁποίας διαθέτομεν, ἡ κατάστασις ἐξελίσσεται ὁμαλῶς, ἐνῷ οἱ ἐνδιαφερόμενοι ἀναμένουν τὰς ἀποφάσεις τοῦ ὑπουργείου. Ἐπίσης ἀνεκοινώθη ὅτι ἡ ἐπιτροπὴ θὰ συνέλθῃ ἐκ νέου πρὸς ἐξέτασιν τῶν ὑποβληθέντων αἰτημάτων καὶ τῶν σχετικῶν προτάσεων.: [958, 499, 1137, 627]
- article-subtitle: ΘΑ ΓΙΝΗ ΕΚΤΑΦΗ ΤΩΝ ΛΕΙΨΑΝΩΝ ΤΟΥ: [425, 730, 545, 755]
- subheadline: εὑρίσκοντο μεταξὺ οὐρανοῦ καὶ γῆς: [114, 112, 303, 127]
- subheadline: Θὰ τὸ ἐξοφλήσουν ἐντόκως πρὸς 2ο)ο: [638, 808, 1083, 836]
- dateline: ΡΟΤΣΕΣΤΕΡ, Νέα Ὑόρκη, 26. (Ἀσσ. Πρές.): [600, 1555, 747, 1580]
- article-title: ΕΣΤΑΛΗΘΗΣΑΝ Η ΕΙΣΟΔΟΣ: [1352, 821, 1534, 838]
- section: [1147, 1889, 1539, 2047]
- article-title: ΕΝΤΟΣ ΤΗΣ ΘΑ ΓΙΝΗ Ο ΔΙΟΡΙΣΜΟΣ ΕΞ ΝΕΩΝ ΝΟΜΑΡΧΩΝ: [40, 1284, 192, 1330]
- article-subtitle: Η ΟΛΛΑΝΔΙΚΗ ΚΥΒΕΡΝΗΣΙΣ: [974, 482, 1122, 495]
- article-title: ΕΠΤΑ ΑΜΕΡΙΚΑΝΙΚΟΙ ΔΟΡΥΦΟΡΟΙ ΔΙΕΞΑΓΟΥΝ ΚΑΤΑΣΚΟΠΕΙΑΝ ΥΠΕΡΑΝΩ ΤΗΣ ΣΟΒΙΕΤ. ΕΝΩΣΕΩΣ: [37, 2070, 379, 2138]
- subheadline: Συνεχίζεται ἡ ἐκκένωσις τῶν γυναικοπαίδων: [721, 325, 1000, 343]
- article-body: Διὰ νὰ καταστῇ δυνατὴ ἡ συνέχισις τῶν ἐργασιῶν, αἱ ἁρμόδιαι ὑπηρεσίαι ἔλαβον ἀπὸ χθὲς τὰ ἀναγκαῖα μέτρα, τὰ ὁποῖα θὰ ἐφαρμοσθοῦν κατὰ τὰς προσεχεῖς ἡμέρας εἰς ὅλας τὰς περιοχάς. Κατὰ τὰς πληροφορίας τὰς ὁποίας διαθέτομεν, ἡ κατάστασις ἐξελίσσεται ὁμαλῶς, ἐνῷ οἱ ἐνδιαφερόμενοι ἀναμένουν τὰς ἀποφάσεις τοῦ ὑπουργείου. Ἐπίσης ἀνεκοινώθη ὅτι ἡ ἐπιτροπὴ θὰ συνέλθῃ ἐκ νέου πρὸς ἐξέτασιν τῶν ὑποβληθέντων αἰτημάτων καὶ τῶν σχετικῶν προτάσεων.: [771, 349, 950, 477]
- article-body: Διὰ νὰ καταστῇ δυνατὴ ἡ συνέχισις τῶν ἐργασιῶν, αἱ ἁρμόδιαι ὑπηρεσίαι ἔλαβον ἀπὸ χθὲς τὰ ἀναγκαῖα μέτρα, τὰ ὁποῖα θὰ ἐφαρμοσθοῦν κατὰ τὰς προσεχεῖς ἡμέρας εἰς ὅλας τὰς περιοχάς. Κατὰ τὰς πληροφορίας τὰς ὁποίας διαθέτομεν, ἡ κατάστασις ἐξελίσσεται ὁμαλῶς, ἐνῷ οἱ ἐνδιαφερόμενοι ἀναμένουν τὰς ἀποφάσεις τοῦ ὑπουργείου. Ἐπίσης ἀνεκοινώθη ὅτι ἡ ἐπιτροπὴ θὰ συνέλθῃ ἐκ νέου πρὸς ἐξέτασιν τῶν ὑποβληθέντων αἰτημάτων καὶ τῶν σχετικῶν προτάσεων.: [213, 1844, 387, 1972]
- divider: [397, 1097, 573, 1098]
- divider: [397, 474, 573, 475]
- article-body: Διὰ νὰ καταστῇ δυνατὴ ἡ συνέχισις τῶν ἐργασιῶν, αἱ ἁρμόδιαι ὑπηρεσίαι ἔλαβον ἀπὸ χθὲς τὰ ἀναγκαῖα μέτρα, τὰ ὁποῖα θὰ ἐφαρμοσθοῦν κατὰ τὰς προσεχεῖς ἡμέρας εἰς ὅλας τὰς περιοχάς. Κατὰ τὰς πληροφορίας τὰς ὁποίας διαθέτομεν, ἡ κατάστασις ἐξελίσσεται ὁμαλῶς, ἐνῷ οἱ ἐνδιαφερόμενοι ἀναμένουν τὰς ἀποφάσεις τοῦ ὑπουργείου. Ἐπίσης ἀνεκοινώθη ὅτι ἡ ἐπιτροπὴ θὰ συνέλθῃ ἐκ νέου πρὸς ἐξέτασιν τῶν ὑποβληθέντων αἰτημάτων καὶ τῶν σχετικῶν προτάσεων.: [29, 224, 204, 354]
- article-body: Διὰ νὰ καταστῇ δυνατὴ ἡ συνέχισις τῶν ἐργασιῶν, αἱ ἁρμόδιαι ὑπηρεσίαι ἔλαβον ἀπὸ χθὲς τὰ ἀναγκαῖα μέτρα, τὰ ὁποῖα θὰ ἐφαρμοσθοῦν κατὰ τὰς προσεχεῖς ἡμέρας εἰς ὅλας τὰς περιοχάς. Κατὰ τὰς πληροφορίας τὰς ὁποίας διαθέτομεν, ἡ κατάστασις ἐξελίσσεται ὁμαλῶς, ἐνῷ οἱ ἐνδιαφερόμενοι ἀναμένουν τὰς ἀποφάσεις τοῦ ὑπουργείου. Ἐπίσης ἀνεκοινώθη ὅτι ἡ ἐπιτροπὴ θὰ συνέλθῃ ἐκ νέου πρὸς ἐξέτασιν τῶν ὑποβληθέντων αἰτημάτων καὶ τῶν σχετικῶν προτάσεων.: [397, 2225, 573, 2353]
- headline: Λανθασμένος χειρισμὸς τῶν μοχλῶν ἐξήντλησε πρόωρως τὴν καύσιμον ὕλην: [604, 1430, 1117, 1529]
- article-body: Διὰ νὰ καταστῇ δυνατὴ ἡ συνέχισις τῶν ἐργασιῶν, αἱ ἁρμόδιαι ὑπηρεσίαι ἔλαβον ἀπὸ χθὲς τὰ ἀναγκαῖα μέτρα, τὰ ὁποῖα θὰ ἐφαρμοσθοῦν κατὰ τὰς προσεχεῖς ἡμέρας εἰς ὅλας τὰς περιοχάς. Κατὰ τὰς πληροφορίας τὰς ὁποίας διαθέτομεν, ἡ κατάστασις ἐξελίσσεται ὁμαλῶς, ἐνῷ οἱ ἐνδιαφερόμενοι ἀναμένουν τὰς ἀποφάσεις τοῦ ὑπουργείου. Ἐπίσης ἀνεκοινώθη ὅτι ἡ ἐπιτροπὴ θὰ συνέλθῃ ἐκ νέου πρὸς ἐξέτασιν τῶν ὑποβληθέντων αἰτημάτων καὶ τῶν σχετικῶν προτάσεων.: [958, 1721, 1137, 1850]
- article-title: ΠΡΟΑΓΩΓΑΙ ΣΤΡΑΤΙΩΤΙΚΩΝ ΥΠΑΛΛΗΛΩΝ: [66, 359, 167, 405]
- article-title: ΕΝΔΕΚΑ ΑΥΤΟΚΙΝΗΤΑ ΤΟΥ ΡΑΛΛΥ «ΑΚΡΟΠΟΛΙΣ» ΕΓΚΑΤΕΛΕΙΨΑΝ ΤΟΝ ΑΓΩΝΑ: [397, 18, 573, 78]
- article-body: Διὰ νὰ καταστῇ δυνατὴ ἡ συνέχισις τῶν ἐργασιῶν, αἱ ἁρμόδιαι ὑπηρεσίαι ἔλαβον ἀπὸ χθὲς τὰ ἀναγκαῖα μέτρα, τὰ ὁποῖα θὰ ἐφαρμοσθοῦν κατὰ τὰς προσεχεῖς ἡμέρας εἰς ὅλας τὰς περιοχάς. Κατὰ τὰς πληροφορίας τὰς ὁποίας διαθέτομεν, ἡ κατάστασις ἐξελίσσεται ὁμαλῶς, ἐνῷ οἱ ἐνδιαφερόμενοι ἀναμένουν τὰς ἀποφάσεις τοῦ ὑπουργείου. Ἐπίσης ἀνεκοινώθη ὅτι ἡ ἐπιτροπὴ θὰ συνέλθῃ ἐκ νέου πρὸς ἐξέτασιν τῶν ὑποβληθέντων αἰτημάτων καὶ τῶν σχετικῶν προτάσεων.: [397, 1340, 573, 1468]
- column-3: [584, 0, 1137, 2350]
- section: [29, 2178, 387, 2364]
- subheadline: ΚΑΙ ΑΛΛΟΙ ΑΛΕΞΙΠΤΩΤΙΣΤΑΙ ΕΡΡΙΦΘΗΣΑΝ: [645, 245, 1076, 270]
- article-body: Διὰ νὰ καταστῇ δυνατὴ ἡ συνέχισις τῶν ἐργασιῶν, αἱ ἁρμόδιαι ὑπηρεσίαι ἔλαβον ἀπὸ χθὲς τὰ ἀναγκαῖα μέτρα, τὰ ὁποῖα θὰ ἐφαρμοσθοῦν κατὰ τὰς προσεχεῖς ἡμέρας εἰς ὅλας τὰς περιοχάς. Κατὰ τὰς πληροφορίας τὰς ὁποίας διαθέτομεν, ἡ κατάστασις ἐξελίσσεται ὁμαλῶς, ἐνῷ οἱ ἐνδιαφερόμενοι ἀναμένουν τὰς ἀποφάσεις τοῦ ὑπουργείου. Ἐπίσης ἀνεκοινώθη ὅτι ἡ ἐπιτροπὴ θὰ συνέλθῃ ἐκ νέου πρὸς ἐξέτασιν τῶν ὑποβληθέντων αἰτημάτων καὶ τῶν σχετικῶν προτάσεων.: [29, 1771, 204, 1899]
- article-subtitle: Η ΚΑΡΔΙΟΠΑΘΕΙΑ ΕΙΝΑΙ Η ΑΣΘΕΝΕΙΑ ΘΑΝΑΤΗΦΟΡΟΣ ΤΟΥ ΣΥΓΧΡΟΝΟΥ ΑΝΘΡΩΠΟΥ: [398, 275, 572, 336]
- subheadline: Οἱ χοροὶ δὲν εἶναι δυνατὸν νὰ διαχωρισθοῦν: [1217, 93, 1468, 109]
- article-subtitle: ΑΠΑΝΤΕΣ ΟΙ ΣΥΝΕΧΙΖΟΝΤΕΣ ΕΧΟΥΝ ΙΣΟΥΣ ΒΑΘΜΟΥΣ: [410, 79, 561, 104]
- section: [584, 346, 1137, 675]
- article-body: Διὰ νὰ καταστῇ δυνατὴ ἡ συνέχισις τῶν ἐργασιῶν, αἱ ἁρμόδιαι ὑπηρεσίαι ἔλαβον ἀπὸ χθὲς τὰ ἀναγκαῖα μέτρα, τὰ ὁποῖα θὰ ἐφαρμοσθοῦν κατὰ τὰς προσεχεῖς ἡμέρας εἰς ὅλας τὰς περιοχάς. Κατὰ τὰς πληροφορίας τὰς ὁποίας διαθέτομεν, ἡ κατάστασις ἐξελίσσεται ὁμαλῶς, ἐνῷ οἱ ἐνδιαφερόμενοι ἀναμένουν τὰς ἀποφάσεις τοῦ ὑπουργείου. Ἐπίσης ἀνεκοινώθη ὅτι ἡ ἐπιτροπὴ θὰ συνέλθῃ ἐκ νέου πρὸς ἐξέτασιν τῶν ὑποβληθέντων αἰτημάτων καὶ τῶν σχετικῶν προτάσεων.: [213, 1707, 387, 1837]
- article-body: Διὰ νὰ καταστῇ δυνατὴ ἡ συνέχισις τῶν ἐργασιῶν, αἱ ἁρμόδιαι ὑπηρεσίαι ἔλαβον ἀπὸ χθὲς τὰ ἀναγκαῖα μέτρα, τὰ ὁποῖα θὰ ἐφαρμοσθοῦν κατὰ τὰς προσεχεῖς ἡμέρας εἰς ὅλας τὰς περιοχάς. Κατὰ τὰς πληροφορίας τὰς ὁποίας διαθέτομεν, ἡ κατάστασις ἐξελίσσεται ὁμαλῶς, ἐνῷ οἱ ἐνδιαφερόμενοι ἀναμένουν τὰς ἀποφάσεις τοῦ ὑπουργείου. Ἐπίσης ἀνεκοινώθη ὅτι ἡ ἐπιτροπὴ θὰ συνέλθῃ ἐκ νέου πρὸς ἐξέτασιν τῶν ὑποβληθέντων αἰτημάτων καὶ τῶν σχετικῶν προτάσεων.: [1152, 676, 1338, 805]
- section: [29, 798, 387, 1197]
- kicker: Ο ΑΠΟΛΟΓΙΣΜΟΣ ΤΟΥ ΕΓΧΕΙΡΗΜΑΤΟΣ: [679, 1166, 1042, 1189]
- article-body: Διὰ νὰ καταστῇ δυνατὴ ἡ συνέχισις τῶν ἐργασιῶν, αἱ ἁρμόδιαι ὑπηρεσίαι ἔλαβον ἀπὸ χθὲς τὰ ἀναγκαῖα μέτρα, τὰ ὁποῖα θὰ ἐφαρμοσθοῦν κατὰ τὰς προσεχεῖς ἡμέρας εἰς ὅλας τὰς περιοχάς. Κατὰ τὰς πληροφορίας τὰς ὁποίας διαθέτομεν, ἡ κατάστασις ἐξελίσσεται ὁμαλῶς, ἐνῷ οἱ ἐνδιαφερόμενοι ἀναμένουν τὰς ἀποφάσεις τοῦ ὑπουργείου. Ἐπίσης ἀνεκοινώθη ὅτι ἡ ἐπιτροπὴ θὰ συνέλθῃ ἐκ νέου πρὸς ἐξέτασιν τῶν ὑποβληθέντων αἰτημάτων καὶ τῶν σχετικῶν προτάσεων.: [1348, 467, 1539, 583]
